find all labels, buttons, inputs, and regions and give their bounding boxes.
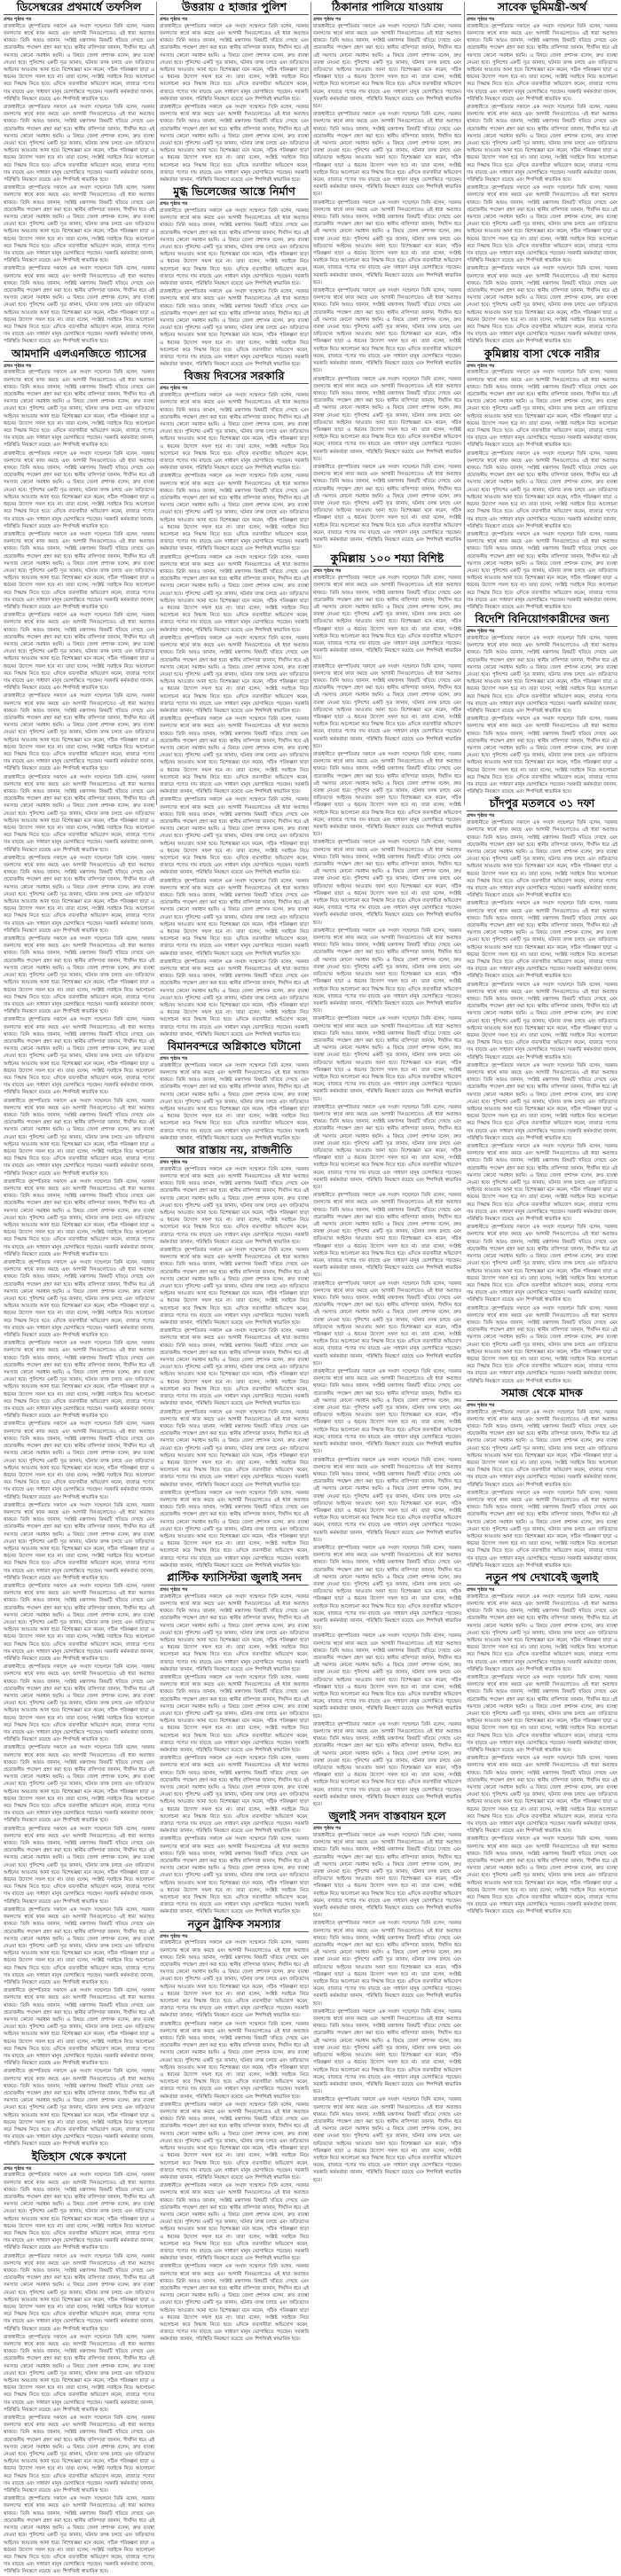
news-story — [160, 1, 309, 184]
news-story — [160, 1571, 309, 1916]
news-story — [160, 1918, 309, 2344]
story-body-paragraph: রাজধানীতে বৃহস্পতিবার সকালে এক সংবাদ সম্মেলনে তিনি বলেন, সরকার জনগণের স্বার্থে কাজ করছে এবং আগামী দিনগুলোতেও এই ধারা অব্যাহত থাকবে। তিনি আরও জানান, সংশ্লিষ্ট মন্ত্রণালয় বিষয়টি খতিয়ে দেখছে এবং প্রয়োজনীয় পদক্ষেপ গ্রহণ করা হবে। স্থানীয় বাসিন্দারা জানান, দীর্ঘদিন ধরে এই সমস্যার কোনো সমাধান হয়নি। এ বিষয়ে জেলা প্রশাসক বলেন, দ্রুত ব্যবস্থা নেওয়া হবে। পুলিশের একটি সূত্র জানায়, ঘটনার তদন্ত চলছে এবং জড়িতদের আইনের আওতায় আনা হবে। বিশেষজ্ঞরা মনে করেন, সঠিক পরিকল্পনা ছাড়া এ ধরনের উদ্যোগ সফল হবে না। তারা বলেন, সংশ্লিষ্ট সবাইকে নিয়ে আলোচনা করে সিদ্ধান্ত নিতে হবে। এদিকে ব্যবসায়ীরা অভিযোগ করেন, বাজারে পণ্যের দাম বাড়ছে এবং সাধারণ মানুষ ভোগান্তিতে পড়ছেন। সরকারি কর্মকর্তারা জানান, পরিস্থিতি নিয়ন্ত্রণে রয়েছে এবং শিগগিরই স্বাভাবিক হবে। — [467, 23, 617, 102]
story-body-paragraph: রাজধানীতে বৃহস্পতিবার সকালে এক সংবাদ সম্মেলনে তিনি বলেন, সরকার জনগণের স্বার্থে কাজ করছে এবং আগামী দিনগুলোতেও এই ধারা অব্যাহত থাকবে। তিনি আরও জানান, সংশ্লিষ্ট মন্ত্রণালয় বিষয়টি খতিয়ে দেখছে এবং প্রয়োজনীয় পদক্ষেপ গ্রহণ করা হবে। স্থানীয় বাসিন্দারা জানান, দীর্ঘদিন ধরে এই সমস্যার কোনো সমাধান হয়নি। এ বিষয়ে জেলা প্রশাসক বলেন, দ্রুত ব্যবস্থা নেওয়া হবে। পুলিশের একটি সূত্র জানায়, ঘটনার তদন্ত চলছে এবং জড়িতদের আইনের আওতায় আনা হবে। বিশেষজ্ঞরা মনে করেন, সঠিক পরিকল্পনা ছাড়া এ ধরনের উদ্যোগ সফল হবে না। তারা বলেন, সংশ্লিষ্ট সবাইকে নিয়ে আলোচনা করে সিদ্ধান্ত নিতে হবে। এদিকে ব্যবসায়ীরা অভিযোগ করেন, বাজারে পণ্যের দাম বাড়ছে এবং সাধারণ মানুষ ভোগান্তিতে পড়ছেন। সরকারি কর্মকর্তারা জানান, পরিস্থিতি নিয়ন্ত্রণে রয়েছে এবং শিগগিরই স্বাভাবিক হবে। — [4, 774, 154, 853]
story-body-paragraph: রাজধানীতে বৃহস্পতিবার সকালে এক সংবাদ সম্মেলনে তিনি বলেন, সরকার জনগণের স্বার্থে কাজ করছে এবং আগামী দিনগুলোতেও এই ধারা অব্যাহত থাকবে। তিনি আরও জানান, সংশ্লিষ্ট মন্ত্রণালয় বিষয়টি খতিয়ে দেখছে এবং প্রয়োজনীয় পদক্ষেপ গ্রহণ করা হবে। স্থানীয় বাসিন্দারা জানান, দীর্ঘদিন ধরে এই সমস্যার কোনো সমাধান হয়নি। এ বিষয়ে জেলা প্রশাসক বলেন, দ্রুত ব্যবস্থা নেওয়া হবে। পুলিশের একটি সূত্র জানায়, ঘটনার তদন্ত চলছে এবং জড়িতদের আইনের আওতায় আনা হবে। বিশেষজ্ঞরা মনে করেন, সঠিক পরিকল্পনা ছাড়া এ ধরনের উদ্যোগ সফল হবে না। তারা বলেন, সংশ্লিষ্ট সবাইকে নিয়ে আলোচনা করে সিদ্ধান্ত নিতে হবে। এদিকে ব্যবসায়ীরা অভিযোগ করেন, বাজারে পণ্যের দাম বাড়ছে এবং সাধারণ মানুষ ভোগান্তিতে পড়ছেন। সরকারি কর্মকর্তারা জানান, পরিস্থিতি নিয়ন্ত্রণে রয়েছে এবং শিগগিরই স্বাভাবিক হবে। — [160, 1328, 309, 1407]
continued-kicker: প্রথম পৃষ্ঠার পর — [160, 201, 188, 207]
continued-kicker: প্রথম পৃষ্ঠার পর — [160, 1586, 188, 1593]
news-story — [467, 797, 617, 1384]
continued-kicker: প্রথম পৃষ্ঠার পর — [467, 629, 495, 635]
continued-kicker: প্রথম পৃষ্ঠার পর — [4, 2165, 32, 2172]
news-story — [160, 1144, 309, 1570]
headline-rule — [467, 361, 617, 362]
story-body-paragraph: রাজধানীতে বৃহস্পতিবার সকালে এক সংবাদ সম্মেলনে তিনি বলেন, সরকার জনগণের স্বার্থে কাজ করছে এবং আগামী দিনগুলোতেও এই ধারা অব্যাহত থাকবে। তিনি আরও জানান, সংশ্লিষ্ট মন্ত্রণালয় বিষয়টি খতিয়ে দেখছে এবং প্রয়োজনীয় পদক্ষেপ গ্রহণ করা হবে। স্থানীয় বাসিন্দারা জানান, দীর্ঘদিন ধরে এই সমস্যার কোনো সমাধান হয়নি। এ বিষয়ে জেলা প্রশাসক বলেন, দ্রুত ব্যবস্থা নেওয়া হবে। পুলিশের একটি সূত্র জানায়, ঘটনার তদন্ত চলছে এবং জড়িতদের আইনের আওতায় আনা হবে। বিশেষজ্ঞরা মনে করেন, সঠিক পরিকল্পনা ছাড়া এ ধরনের উদ্যোগ সফল হবে না। তারা বলেন, সংশ্লিষ্ট সবাইকে নিয়ে আলোচনা করে সিদ্ধান্ত নিতে হবে। এদিকে ব্যবসায়ীরা অভিযোগ করেন, বাজারে পণ্যের দাম বাড়ছে এবং সাধারণ মানুষ ভোগান্তিতে পড়ছেন। সরকারি কর্মকর্তারা জানান, পরিস্থিতি নিয়ন্ত্রণে রয়েছে এবং শিগগিরই স্বাভাবিক হবে। — [467, 820, 617, 899]
story-headline: ডিসেম্বরের প্রথমার্ধে তফসিল — [16, 0, 142, 13]
story-headline: বিদেশি বিনিয়োগকারীদের জন্য — [475, 612, 609, 626]
story-body-paragraph: রাজধানীতে বৃহস্পতিবার সকালে এক সংবাদ সম্মেলনে তিনি বলেন, সরকার জনগণের স্বার্থে কাজ করছে এবং আগামী দিনগুলোতেও এই ধারা অব্যাহত থাকবে। তিনি আরও জানান, সংশ্লিষ্ট মন্ত্রণালয় বিষয়টি খতিয়ে দেখছে এবং প্রয়োজনীয় পদক্ষেপ গ্রহণ করা হবে। স্থানীয় বাসিন্দারা জানান, দীর্ঘদিন ধরে এই সমস্যার কোনো সমাধান হয়নি। এ বিষয়ে জেলা প্রশাসক বলেন, দ্রুত ব্যবস্থা নেওয়া হবে। পুলিশের একটি সূত্র জানায়, ঘটনার তদন্ত চলছে এবং জড়িতদের আইনের আওতায় আনা হবে। বিশেষজ্ঞরা মনে করেন, সঠিক পরিকল্পনা ছাড়া এ ধরনের উদ্যোগ সফল হবে না। তারা বলেন, সংশ্লিষ্ট সবাইকে নিয়ে আলোচনা করে সিদ্ধান্ত নিতে হবে। এদিকে ব্যবসায়ীরা অভিযোগ করেন, বাজারে পণ্যের দাম বাড়ছে এবং সাধারণ মানুষ ভোগান্তিতে পড়ছেন। সরকারি কর্মকর্তারা জানান, পরিস্থিতি নিয়ন্ত্রণে রয়েছে এবং শিগগিরই স্বাভাবিক হবে। — [313, 1921, 461, 2007]
story-body-paragraph: রাজধানীতে বৃহস্পতিবার সকালে এক সংবাদ সম্মেলনে তিনি বলেন, সরকার জনগণের স্বার্থে কাজ করছে এবং আগামী দিনগুলোতেও এই ধারা অব্যাহত থাকবে। তিনি আরও জানান, সংশ্লিষ্ট মন্ত্রণালয় বিষয়টি খতিয়ে দেখছে এবং প্রয়োজনীয় পদক্ষেপ গ্রহণ করা হবে। স্থানীয় বাসিন্দারা জানান, দীর্ঘদিন ধরে এই সমস্যার কোনো সমাধান হয়নি। এ বিষয়ে জেলা প্রশাসক বলেন, দ্রুত ব্যবস্থা নেওয়া হবে। পুলিশের একটি সূত্র জানায়, ঘটনার তদন্ত চলছে এবং জড়িতদের আইনের আওতায় আনা হবে। বিশেষজ্ঞরা মনে করেন, সঠিক পরিকল্পনা ছাড়া এ ধরনের উদ্যোগ সফল হবে না। তারা বলেন, সংশ্লিষ্ট সবাইকে নিয়ে আলোচনা করে সিদ্ধান্ত নিতে হবে। এদিকে ব্যবসায়ীরা অভিযোগ করেন, বাজারে পণ্যের দাম বাড়ছে এবং সাধারণ মানুষ ভোগান্তিতে পড়ছেন। সরকারি কর্মকর্তারা জানান, পরিস্থিতি নিয়ন্ত্রণে রয়েছে এবং শিগগিরই স্বাভাবিক হবে। — [160, 2183, 309, 2262]
story-body-paragraph: রাজধানীতে বৃহস্পতিবার সকালে এক সংবাদ সম্মেলনে তিনি বলেন, সরকার জনগণের স্বার্থে কাজ করছে এবং আগামী দিনগুলোতেও এই ধারা অব্যাহত থাকবে। তিনি আরও জানান, সংশ্লিষ্ট মন্ত্রণালয় বিষয়টি খতিয়ে দেখছে এবং প্রয়োজনীয় পদক্ষেপ গ্রহণ করা হবে। স্থানীয় বাসিন্দারা জানান, দীর্ঘদিন ধরে এই সমস্যার কোনো সমাধান হয়নি। এ বিষয়ে জেলা প্রশাসক বলেন, দ্রুত ব্যবস্থা নেওয়া হবে। পুলিশের একটি সূত্র জানায়, ঘটনার তদন্ত চলছে এবং জড়িতদের আইনের আওতায় আনা হবে। বিশেষজ্ঞরা মনে করেন, সঠিক পরিকল্পনা ছাড়া এ ধরনের উদ্যোগ সফল হবে না। তারা বলেন, সংশ্লিষ্ট সবাইকে নিয়ে আলোচনা করে সিদ্ধান্ত নিতে হবে। এদিকে ব্যবসায়ীরা অভিযোগ করেন, বাজারে পণ্যের দাম বাড়ছে এবং সাধারণ মানুষ ভোগান্তিতে পড়ছেন। সরকারি কর্মকর্তারা জানান, পরিস্থিতি নিয়ন্ত্রণে রয়েছে এবং শিগগিরই স্বাভাবিক হবে। — [160, 959, 309, 1037]
story-body-paragraph: রাজধানীতে বৃহস্পতিবার সকালে এক সংবাদ সম্মেলনে তিনি বলেন, সরকার জনগণের স্বার্থে কাজ করছে এবং আগামী দিনগুলোতেও এই ধারা অব্যাহত থাকবে। তিনি আরও জানান, সংশ্লিষ্ট মন্ত্রণালয় বিষয়টি খতিয়ে দেখছে এবং প্রয়োজনীয় পদক্ষেপ গ্রহণ করা হবে। স্থানীয় বাসিন্দারা জানান, দীর্ঘদিন ধরে এই সমস্যার কোনো সমাধান হয়নি। এ বিষয়ে জেলা প্রশাসক বলেন, দ্রুত ব্যবস্থা নেওয়া হবে। পুলিশের একটি সূত্র জানায়, ঘটনার তদন্ত চলছে এবং জড়িতদের আইনের আওতায় আনা হবে। বিশেষজ্ঞরা মনে করেন, সঠিক পরিকল্পনা ছাড়া এ ধরনের উদ্যোগ সফল হবে না। তারা বলেন, সংশ্লিষ্ট সবাইকে নিয়ে আলোচনা করে সিদ্ধান্ত নিতে হবে। এদিকে ব্যবসায়ীরা অভিযোগ করেন, বাজারে পণ্যের দাম বাড়ছে এবং সাধারণ মানুষ ভোগান্তিতে পড়ছেন। সরকারি কর্মকর্তারা জানান, পরিস্থিতি নিয়ন্ত্রণে রয়েছে এবং শিগগিরই স্বাভাবিক হবে। — [467, 1836, 617, 1915]
headline-rule — [160, 14, 309, 15]
news-story — [4, 1, 154, 346]
story-body-paragraph: রাজধানীতে বৃহস্পতিবার সকালে এক সংবাদ সম্মেলনে তিনি বলেন, সরকার জনগণের স্বার্থে কাজ করছে এবং আগামী দিনগুলোতেও এই ধারা অব্যাহত থাকবে। তিনি আরও জানান, সংশ্লিষ্ট মন্ত্রণালয় বিষয়টি খতিয়ে দেখছে এবং প্রয়োজনীয় পদক্ষেপ গ্রহণ করা হবে। স্থানীয় বাসিন্দারা জানান, দীর্ঘদিন ধরে এই সমস্যার কোনো সমাধান হয়নি। এ বিষয়ে জেলা প্রশাসক বলেন, দ্রুত ব্যবস্থা নেওয়া হবে। পুলিশের একটি সূত্র জানায়, ঘটনার তদন্ত চলছে এবং জড়িতদের আইনের আওতায় আনা হবে। বিশেষজ্ঞরা মনে করেন, সঠিক পরিকল্পনা ছাড়া এ ধরনের উদ্যোগ সফল হবে না। তারা বলেন, সংশ্লিষ্ট সবাইকে নিয়ে আলোচনা করে সিদ্ধান্ত নিতে হবে। এদিকে ব্যবসায়ীরা অভিযোগ করেন, বাজারে পণ্যের দাম বাড়ছে এবং সাধারণ মানুষ ভোগান্তিতে পড়ছেন। সরকারি কর্মকর্তারা জানান, পরিস্থিতি নিয়ন্ত্রণে রয়েছে এবং শিগগিরই স্বাভাবিক হবে। — [160, 2021, 309, 2100]
story-body-paragraph: রাজধানীতে বৃহস্পতিবার সকালে এক সংবাদ সম্মেলনে তিনি বলেন, সরকার জনগণের স্বার্থে কাজ করছে এবং আগামী দিনগুলোতেও এই ধারা অব্যাহত থাকবে। তিনি আরও জানান, সংশ্লিষ্ট মন্ত্রণালয় বিষয়টি খতিয়ে দেখছে এবং প্রয়োজনীয় পদক্ষেপ গ্রহণ করা হবে। স্থানীয় বাসিন্দারা জানান, দীর্ঘদিন ধরে এই সমস্যার কোনো সমাধান হয়নি। এ বিষয়ে জেলা প্রশাসক বলেন, দ্রুত ব্যবস্থা নেওয়া হবে। পুলিশের একটি সূত্র জানায়, ঘটনার তদন্ত চলছে এবং জড়িতদের আইনের আওতায় আনা হবে। বিশেষজ্ঞরা মনে করেন, সঠিক পরিকল্পনা ছাড়া এ ধরনের উদ্যোগ সফল হবে না। তারা বলেন, সংশ্লিষ্ট সবাইকে নিয়ে আলোচনা করে সিদ্ধান্ত নিতে হবে। এদিকে ব্যবসায়ীরা অভিযোগ করেন, বাজারে পণ্যের দাম বাড়ছে এবং সাধারণ মানুষ ভোগান্তিতে পড়ছেন। সরকারি কর্মকর্তারা জানান, পরিস্থিতি নিয়ন্ত্রণে রয়েছে এবং শিগগিরই স্বাভাবিক হবে। — [313, 575, 461, 662]
continued-kicker: প্রথম পৃষ্ঠার পর — [313, 568, 342, 575]
story-body-paragraph: রাজধানীতে বৃহস্পতিবার সকালে এক সংবাদ সম্মেলনে তিনি বলেন, সরকার জনগণের স্বার্থে কাজ করছে এবং আগামী দিনগুলোতেও এই ধারা অব্যাহত থাকবে। তিনি আরও জানান, সংশ্লিষ্ট মন্ত্রণালয় বিষয়টি খতিয়ে দেখছে এবং প্রয়োজনীয় পদক্ষেপ গ্রহণ করা হবে। স্থানীয় বাসিন্দারা জানান, দীর্ঘদিন ধরে এই সমস্যার কোনো সমাধান হয়নি। এ বিষয়ে জেলা প্রশাসক বলেন, দ্রুত ব্যবস্থা নেওয়া হবে। পুলিশের একটি সূত্র জানায়, ঘটনার তদন্ত চলছে এবং জড়িতদের আইনের আওতায় আনা হবে। বিশেষজ্ঞরা মনে করেন, সঠিক পরিকল্পনা ছাড়া এ ধরনের উদ্যোগ সফল হবে না। তারা বলেন, সংশ্লিষ্ট সবাইকে নিয়ে আলোচনা করে সিদ্ধান্ত নিতে হবে। এদিকে ব্যবসায়ীরা অভিযোগ করেন, বাজারে পণ্যের দাম বাড়ছে এবং সাধারণ মানুষ ভোগান্তিতে পড়ছেন। সরকারি কর্মকর্তারা জানান, পরিস্থিতি নিয়ন্ত্রণে রয়েছে এবং শিগগিরই স্বাভাবিক হবে। — [313, 1280, 461, 1366]
continued-kicker: প্রথম পৃষ্ঠার পর — [467, 813, 495, 819]
story-body-paragraph: রাজধানীতে বৃহস্পতিবার সকালে এক সংবাদ সম্মেলনে তিনি বলেন, সরকার জনগণের স্বার্থে কাজ করছে এবং আগামী দিনগুলোতেও এই ধারা অব্যাহত থাকবে। তিনি আরও জানান, সংশ্লিষ্ট মন্ত্রণালয় বিষয়টি খতিয়ে দেখছে এবং প্রয়োজনীয় পদক্ষেপ গ্রহণ করা হবে। স্থানীয় বাসিন্দারা জানান, দীর্ঘদিন ধরে এই সমস্যার কোনো সমাধান হয়নি। এ বিষয়ে জেলা প্রশাসক বলেন, দ্রুত ব্যবস্থা নেওয়া হবে। পুলিশের একটি সূত্র জানায়, ঘটনার তদন্ত চলছে এবং জড়িতদের আইনের আওতায় আনা হবে। বিশেষজ্ঞরা মনে করেন, সঠিক পরিকল্পনা ছাড়া এ ধরনের উদ্যোগ সফল হবে না। তারা বলেন, সংশ্লিষ্ট সবাইকে নিয়ে আলোচনা করে সিদ্ধান্ত নিতে হবে। এদিকে ব্যবসায়ীরা অভিযোগ করেন, বাজারে পণ্যের দাম বাড়ছে এবং সাধারণ মানুষ ভোগান্তিতে পড়ছেন। সরকারি কর্মকর্তারা জানান, পরিস্থিতি নিয়ন্ত্রণে রয়েছে এবং শিগগিরই স্বাভাবিক হবে। — [467, 531, 617, 610]
story-body-paragraph: রাজধানীতে বৃহস্পতিবার সকালে এক সংবাদ সম্মেলনে তিনি বলেন, সরকার জনগণের স্বার্থে কাজ করছে এবং আগামী দিনগুলোতেও এই ধারা অব্যাহত থাকবে। তিনি আরও জানান, সংশ্লিষ্ট মন্ত্রণালয় বিষয়টি খতিয়ে দেখছে এবং প্রয়োজনীয় পদক্ষেপ গ্রহণ করা হবে। স্থানীয় বাসিন্দারা জানান, দীর্ঘদিন ধরে এই সমস্যার কোনো সমাধান হয়নি। এ বিষয়ে জেলা প্রশাসক বলেন, দ্রুত ব্যবস্থা নেওয়া হবে। পুলিশের একটি সূত্র জানায়, ঘটনার তদন্ত চলছে এবং জড়িতদের আইনের আওতায় আনা হবে। বিশেষজ্ঞরা মনে করেন, সঠিক পরিকল্পনা ছাড়া এ ধরনের উদ্যোগ সফল হবে না। তারা বলেন, সংশ্লিষ্ট সবাইকে নিয়ে আলোচনা করে সিদ্ধান্ত নিতে হবে। এদিকে ব্যবসায়ীরা অভিযোগ করেন, বাজারে পণ্যের দাম বাড়ছে এবং সাধারণ মানুষ ভোগান্তিতে পড়ছেন। সরকারি কর্মকর্তারা জানান, পরিস্থিতি নিয়ন্ত্রণে রয়েছে এবং শিগগিরই স্বাভাবিক হবে। — [4, 1178, 154, 1257]
headline-rule — [313, 14, 461, 15]
continued-kicker: প্রথম পৃষ্ঠার পর — [4, 17, 32, 22]
story-body-paragraph: রাজধানীতে বৃহস্পতিবার সকালে এক সংবাদ সম্মেলনে তিনি বলেন, সরকার জনগণের স্বার্থে কাজ করছে এবং আগামী দিনগুলোতেও এই ধারা অব্যাহত থাকবে। তিনি আরও জানান, সংশ্লিষ্ট মন্ত্রণালয় বিষয়টি খতিয়ে দেখছে এবং প্রয়োজনীয় পদক্ষেপ গ্রহণ করা হবে। স্থানীয় বাসিন্দারা জানান, দীর্ঘদিন ধরে এই সমস্যার কোনো সমাধান হয়নি। এ বিষয়ে জেলা প্রশাসক বলেন, দ্রুত ব্যবস্থা নেওয়া হবে। পুলিশের একটি সূত্র জানায়, ঘটনার তদন্ত চলছে এবং জড়িতদের আইনের আওতায় আনা হবে। বিশেষজ্ঞরা মনে করেন, সঠিক পরিকল্পনা ছাড়া এ ধরনের উদ্যোগ সফল হবে না। তারা বলেন, সংশ্লিষ্ট সবাইকে নিয়ে আলোচনা করে সিদ্ধান্ত নিতে হবে। এদিকে ব্যবসায়ীরা অভিযোগ করেন, বাজারে পণ্যের দাম বাড়ছে এবং সাধারণ মানুষ ভোগান্তিতে পড়ছেন। সরকারি কর্মকর্তারা জানান, পরিস্থিতি নিয়ন্ত্রণে রয়েছে এবং শিগগিরই স্বাভাবিক হবে। — [467, 185, 617, 264]
news-story — [160, 1040, 309, 1142]
story-body-paragraph: রাজধানীতে বৃহস্পতিবার সকালে এক সংবাদ সম্মেলনে তিনি বলেন, সরকার জনগণের স্বার্থে কাজ করছে এবং আগামী দিনগুলোতেও এই ধারা অব্যাহত থাকবে। তিনি আরও জানান, সংশ্লিষ্ট মন্ত্রণালয় বিষয়টি খতিয়ে দেখছে এবং প্রয়োজনীয় পদক্ষেপ গ্রহণ করা হবে। স্থানীয় বাসিন্দারা জানান, দীর্ঘদিন ধরে এই সমস্যার কোনো সমাধান হয়নি। এ বিষয়ে জেলা প্রশাসক বলেন, দ্রুত ব্যবস্থা নেওয়া হবে। পুলিশের একটি সূত্র জানায়, ঘটনার তদন্ত চলছে এবং জড়িতদের আইনের আওতায় আনা হবে। বিশেষজ্ঞরা মনে করেন, সঠিক পরিকল্পনা ছাড়া এ ধরনের উদ্যোগ সফল হবে না। তারা বলেন, সংশ্লিষ্ট সবাইকে নিয়ে আলোচনা করে সিদ্ধান্ত নিতে হবে। এদিকে ব্যবসায়ীরা অভিযোগ করেন, বাজারে পণ্যের দাম বাড়ছে এবং সাধারণ মানুষ ভোগান্তিতে পড়ছেন। সরকারি কর্মকর্তারা জানান, পরিস্থিতি নিয়ন্ত্রণে রয়েছে এবং শিগগিরই স্বাভাবিক হবে। — [467, 901, 617, 980]
headline-rule — [160, 1585, 309, 1586]
story-body-paragraph: রাজধানীতে বৃহস্পতিবার সকালে এক সংবাদ সম্মেলনে তিনি বলেন, সরকার জনগণের স্বার্থে কাজ করছে এবং আগামী দিনগুলোতেও এই ধারা অব্যাহত থাকবে। তিনি আরও জানান, সংশ্লিষ্ট মন্ত্রণালয় বিষয়টি খতিয়ে দেখছে এবং প্রয়োজনীয় পদক্ষেপ গ্রহণ করা হবে। স্থানীয় বাসিন্দারা জানান, দীর্ঘদিন ধরে এই সমস্যার কোনো সমাধান হয়নি। এ বিষয়ে জেলা প্রশাসক বলেন, দ্রুত ব্যবস্থা নেওয়া হবে। পুলিশের একটি সূত্র জানায়, ঘটনার তদন্ত চলছে এবং জড়িতদের আইনের আওতায় আনা হবে। বিশেষজ্ঞরা মনে করেন, সঠিক পরিকল্পনা ছাড়া এ ধরনের উদ্যোগ সফল হবে না। তারা বলেন, সংশ্লিষ্ট সবাইকে নিয়ে আলোচনা করে সিদ্ধান্ত নিতে হবে। এদিকে ব্যবসায়ীরা অভিযোগ করেন, বাজারে পণ্যের দাম বাড়ছে এবং সাধারণ মানুষ ভোগান্তিতে পড়ছেন। সরকারি কর্মকর্তারা জানান, পরিস্থিতি নিয়ন্ত্রণে রয়েছে এবং শিগগিরই স্বাভাবিক হবে। — [313, 1193, 461, 1279]
story-body-paragraph: রাজধানীতে বৃহস্পতিবার সকালে এক সংবাদ সম্মেলনে তিনি বলেন, সরকার জনগণের স্বার্থে কাজ করছে এবং আগামী দিনগুলোতেও এই ধারা অব্যাহত থাকবে। তিনি আরও জানান, সংশ্লিষ্ট মন্ত্রণালয় বিষয়টি খতিয়ে দেখছে এবং প্রয়োজনীয় পদক্ষেপ গ্রহণ করা হবে। স্থানীয় বাসিন্দারা জানান, দীর্ঘদিন ধরে এই সমস্যার কোনো সমাধান হয়নি। এ বিষয়ে জেলা প্রশাসক বলেন, দ্রুত ব্যবস্থা নেওয়া হবে। পুলিশের একটি সূত্র জানায়, ঘটনার তদন্ত চলছে এবং জড়িতদের আইনের আওতায় আনা হবে। বিশেষজ্ঞরা মনে করেন, সঠিক পরিকল্পনা ছাড়া এ ধরনের উদ্যোগ সফল হবে না। তারা বলেন, সংশ্লিষ্ট সবাইকে নিয়ে আলোচনা করে সিদ্ধান্ত নিতে হবে। এদিকে ব্যবসায়ীরা অভিযোগ করেন, বাজারে পণ্যের দাম বাড়ছে এবং সাধারণ মানুষ ভোগান্তিতে পড়ছেন। সরকারি কর্মকর্তারা জানান, পরিস্থিতি নিয়ন্ত্রণে রয়েছে এবং শিগগিরই স্বাভাবিক হবে। — [313, 112, 461, 198]
headline-rule — [4, 14, 154, 15]
story-body-paragraph: রাজধানীতে বৃহস্পতিবার সকালে এক সংবাদ সম্মেলনে তিনি বলেন, সরকার জনগণের স্বার্থে কাজ করছে এবং আগামী দিনগুলোতেও এই ধারা অব্যাহত থাকবে। তিনি আরও জানান, সংশ্লিষ্ট মন্ত্রণালয় বিষয়টি খতিয়ে দেখছে এবং প্রয়োজনীয় পদক্ষেপ গ্রহণ করা হবে। স্থানীয় বাসিন্দারা জানান, দীর্ঘদিন ধরে এই সমস্যার কোনো সমাধান হয়নি। এ বিষয়ে জেলা প্রশাসক বলেন, দ্রুত ব্যবস্থা নেওয়া হবে। পুলিশের একটি সূত্র জানায়, ঘটনার তদন্ত চলছে এবং জড়িতদের আইনের আওতায় আনা হবে। বিশেষজ্ঞরা মনে করেন, সঠিক পরিকল্পনা ছাড়া এ ধরনের উদ্যোগ সফল হবে না। তারা বলেন, সংশ্লিষ্ট সবাইকে নিয়ে আলোচনা করে সিদ্ধান্ত নিতে হবে। এদিকে ব্যবসায়ীরা অভিযোগ করেন, বাজারে পণ্যের দাম বাড়ছে এবং সাধারণ মানুষ ভোগান্তিতে পড়ছেন। সরকারি কর্মকর্তারা জানান, পরিস্থিতি নিয়ন্ত্রণে রয়েছে এবং শিগগিরই স্বাভাবিক হবে। — [467, 370, 617, 449]
story-body-paragraph: রাজধানীতে বৃহস্পতিবার সকালে এক সংবাদ সম্মেলনে তিনি বলেন, সরকার জনগণের স্বার্থে কাজ করছে এবং আগামী দিনগুলোতেও এই ধারা অব্যাহত থাকবে। তিনি আরও জানান, সংশ্লিষ্ট মন্ত্রণালয় বিষয়টি খতিয়ে দেখছে এবং প্রয়োজনীয় পদক্ষেপ গ্রহণ করা হবে। স্থানীয় বাসিন্দারা জানান, দীর্ঘদিন ধরে এই সমস্যার কোনো সমাধান হয়নি। এ বিষয়ে জেলা প্রশাসক বলেন, দ্রুত ব্যবস্থা নেওয়া হবে। পুলিশের একটি সূত্র জানায়, ঘটনার তদন্ত চলছে এবং জড়িতদের আইনের আওতায় আনা হবে। বিশেষজ্ঞরা মনে করেন, সঠিক পরিকল্পনা ছাড়া এ ধরনের উদ্যোগ সফল হবে না। তারা বলেন, সংশ্লিষ্ট সবাইকে নিয়ে আলোচনা করে সিদ্ধান্ত নিতে হবে। এদিকে ব্যবসায়ীরা অভিযোগ করেন, বাজারে পণ্যের দাম বাড়ছে এবং সাধারণ মানুষ ভোগান্তিতে পড়ছেন। সরকারি কর্মকর্তারা জানান, পরিস্থিতি নিয়ন্ত্রণে রয়েছে এবং শিগগিরই স্বাভাবিক হবে। — [160, 1490, 309, 1569]
story-body-paragraph: রাজধানীতে বৃহস্পতিবার সকালে এক সংবাদ সম্মেলনে তিনি বলেন, সরকার জনগণের স্বার্থে কাজ করছে এবং আগামী দিনগুলোতেও এই ধারা অব্যাহত থাকবে। তিনি আরও জানান, সংশ্লিষ্ট মন্ত্রণালয় বিষয়টি খতিয়ে দেখছে এবং প্রয়োজনীয় পদক্ষেপ গ্রহণ করা হবে। স্থানীয় বাসিন্দারা জানান, দীর্ঘদিন ধরে এই সমস্যার কোনো সমাধান হয়নি। এ বিষয়ে জেলা প্রশাসক বলেন, দ্রুত ব্যবস্থা নেওয়া হবে। পুলিশের একটি সূত্র জানায়, ঘটনার তদন্ত চলছে এবং জড়িতদের আইনের আওতায় আনা হবে। বিশেষজ্ঞরা মনে করেন, সঠিক পরিকল্পনা ছাড়া এ ধরনের উদ্যোগ সফল হবে না। তারা বলেন, সংশ্লিষ্ট সবাইকে নিয়ে আলোচনা করে সিদ্ধান্ত নিতে হবে। এদিকে ব্যবসায়ীরা অভিযোগ করেন, বাজারে পণ্যের দাম বাড়ছে এবং সাধারণ মানুষ ভোগান্তিতে পড়ছেন। সরকারি কর্মকর্তারা জানান, পরিস্থিতি নিয়ন্ত্রণে রয়েছে এবং শিগগিরই স্বাভাবিক হবে। — [4, 104, 154, 184]
news-story — [313, 1810, 461, 2184]
story-body-paragraph: রাজধানীতে বৃহস্পতিবার সকালে এক সংবাদ সম্মেলনে তিনি বলেন, সরকার জনগণের স্বার্থে কাজ করছে এবং আগামী দিনগুলোতেও এই ধারা অব্যাহত থাকবে। তিনি আরও জানান, সংশ্লিষ্ট মন্ত্রণালয় বিষয়টি খতিয়ে দেখছে এবং প্রয়োজনীয় পদক্ষেপ গ্রহণ করা হবে। স্থানীয় বাসিন্দারা জানান, দীর্ঘদিন ধরে এই সমস্যার কোনো সমাধান হয়নি। এ বিষয়ে জেলা প্রশাসক বলেন, দ্রুত ব্যবস্থা নেওয়া হবে। পুলিশের একটি সূত্র জানায়, ঘটনার তদন্ত চলছে এবং জড়িতদের আইনের আওতায় আনা হবে। বিশেষজ্ঞরা মনে করেন, সঠিক পরিকল্পনা ছাড়া এ ধরনের উদ্যোগ সফল হবে না। তারা বলেন, সংশ্লিষ্ট সবাইকে নিয়ে আলোচনা করে সিদ্ধান্ত নিতে হবে। এদিকে ব্যবসায়ীরা অভিযোগ করেন, বাজারে পণ্যের দাম বাড়ছে এবং সাধারণ মানুষ ভোগান্তিতে পড়ছেন। সরকারি কর্মকর্তারা জানান, পরিস্থিতি নিয়ন্ত্রণে রয়েছে এবং শিগগিরই স্বাভাবিক হবে। — [160, 1409, 309, 1488]
story-body-paragraph: রাজধানীতে বৃহস্পতিবার সকালে এক সংবাদ সম্মেলনে তিনি বলেন, সরকার জনগণের স্বার্থে কাজ করছে এবং আগামী দিনগুলোতেও এই ধারা অব্যাহত থাকবে। তিনি আরও জানান, সংশ্লিষ্ট মন্ত্রণালয় বিষয়টি খতিয়ে দেখছে এবং প্রয়োজনীয় পদক্ষেপ গ্রহণ করা হবে। স্থানীয় বাসিন্দারা জানান, দীর্ঘদিন ধরে এই সমস্যার কোনো সমাধান হয়নি। এ বিষয়ে জেলা প্রশাসক বলেন, দ্রুত ব্যবস্থা নেওয়া হবে। পুলিশের একটি সূত্র জানায়, ঘটনার তদন্ত চলছে এবং জড়িতদের আইনের আওতায় আনা হবে। বিশেষজ্ঞরা মনে করেন, সঠিক পরিকল্পনা ছাড়া এ ধরনের উদ্যোগ সফল হবে না। তারা বলেন, সংশ্লিষ্ট সবাইকে নিয়ে আলোচনা করে সিদ্ধান্ত নিতে হবে। এদিকে ব্যবসায়ীরা অভিযোগ করেন, বাজারে পণ্যের দাম বাড়ছে এবং সাধারণ মানুষ ভোগান্তিতে পড়ছেন। সরকারি কর্মকর্তারা জানান, পরিস্থিতি নিয়ন্ত্রণে রয়েছে এবং শিগগিরই স্বাভাবিক হবে। — [160, 2264, 309, 2343]
story-body-paragraph: রাজধানীতে বৃহস্পতিবার সকালে এক সংবাদ সম্মেলনে তিনি বলেন, সরকার জনগণের স্বার্থে কাজ করছে এবং আগামী দিনগুলোতেও এই ধারা অব্যাহত থাকবে। তিনি আরও জানান, সংশ্লিষ্ট মন্ত্রণালয় বিষয়টি খতিয়ে দেখছে এবং প্রয়োজনীয় পদক্ষেপ গ্রহণ করা হবে। স্থানীয় বাসিন্দারা জানান, দীর্ঘদিন ধরে এই সমস্যার কোনো সমাধান হয়নি। এ বিষয়ে জেলা প্রশাসক বলেন, দ্রুত ব্যবস্থা নেওয়া হবে। পুলিশের একটি সূত্র জানায়, ঘটনার তদন্ত চলছে এবং জড়িতদের আইনের আওতায় আনা হবে। বিশেষজ্ঞরা মনে করেন, সঠিক পরিকল্পনা ছাড়া এ ধরনের উদ্যোগ সফল হবে না। তারা বলেন, সংশ্লিষ্ট সবাইকে নিয়ে আলোচনা করে সিদ্ধান্ত নিতে হবে। এদিকে ব্যবসায়ীরা অভিযোগ করেন, বাজারে পণ্যের দাম বাড়ছে এবং সাধারণ মানুষ ভোগান্তিতে পড়ছেন। সরকারি কর্মকর্তারা জানান, পরিস্থিতি নিয়ন্ত্রণে রয়েছে এবং শিগগিরই স্বাভাবিক হবে। — [313, 1369, 461, 1455]
story-body-paragraph: রাজধানীতে বৃহস্পতিবার সকালে এক সংবাদ সম্মেলনে তিনি বলেন, সরকার জনগণের স্বার্থে কাজ করছে এবং আগামী দিনগুলোতেও এই ধারা অব্যাহত থাকবে। তিনি আরও জানান, সংশ্লিষ্ট মন্ত্রণালয় বিষয়টি খতিয়ে দেখছে এবং প্রয়োজনীয় পদক্ষেপ গ্রহণ করা হবে। স্থানীয় বাসিন্দারা জানান, দীর্ঘদিন ধরে এই সমস্যার কোনো সমাধান হয়নি। এ বিষয়ে জেলা প্রশাসক বলেন, দ্রুত ব্যবস্থা নেওয়া হবে। পুলিশের একটি সূত্র জানায়, ঘটনার তদন্ত চলছে এবং জড়িতদের আইনের আওতায় আনা হবে। বিশেষজ্ঞরা মনে করেন, সঠিক পরিকল্পনা ছাড়া এ ধরনের উদ্যোগ সফল হবে না। তারা বলেন, সংশ্লিষ্ট সবাইকে নিয়ে আলোচনা করে সিদ্ধান্ত নিতে হবে। এদিকে ব্যবসায়ীরা অভিযোগ করেন, বাজারে পণ্যের দাম বাড়ছে এবং সাধারণ মানুষ ভোগান্তিতে পড়ছেন। সরকারি কর্মকর্তারা জানান, পরিস্থিতি নিয়ন্ত্রণে রয়েছে এবং শিগগিরই স্বাভাবিক হবে। — [467, 716, 617, 795]
continued-kicker: প্রথম পৃষ্ঠার পর — [467, 17, 495, 22]
story-body-paragraph: রাজধানীতে বৃহস্পতিবার সকালে এক সংবাদ সম্মেলনে তিনি বলেন, সরকার জনগণের স্বার্থে কাজ করছে এবং আগামী দিনগুলোতেও এই ধারা অব্যাহত থাকবে। তিনি আরও জানান, সংশ্লিষ্ট মন্ত্রণালয় বিষয়টি খতিয়ে দেখছে এবং প্রয়োজনীয় পদক্ষেপ গ্রহণ করা হবে। স্থানীয় বাসিন্দারা জানান, দীর্ঘদিন ধরে এই সমস্যার কোনো সমাধান হয়নি। এ বিষয়ে জেলা প্রশাসক বলেন, দ্রুত ব্যবস্থা নেওয়া হবে। পুলিশের একটি সূত্র জানায়, ঘটনার তদন্ত চলছে এবং জড়িতদের আইনের আওতায় আনা হবে। বিশেষজ্ঞরা মনে করেন, সঠিক পরিকল্পনা ছাড়া এ ধরনের উদ্যোগ সফল হবে না। তারা বলেন, সংশ্লিষ্ট সবাইকে নিয়ে আলোচনা করে সিদ্ধান্ত নিতে হবে। এদিকে ব্যবসায়ীরা অভিযোগ করেন, বাজারে পণ্যের দাম বাড়ছে এবং সাধারণ মানুষ ভোগান্তিতে পড়ছেন। সরকারি কর্মকর্তারা জানান, পরিস্থিতি নিয়ন্ত্রণে রয়েছে এবং শিগগিরই স্বাভাবিক হবে। — [160, 104, 309, 184]
story-body-paragraph: রাজধানীতে বৃহস্পতিবার সকালে এক সংবাদ সম্মেলনে তিনি বলেন, সরকার জনগণের স্বার্থে কাজ করছে এবং আগামী দিনগুলোতেও এই ধারা অব্যাহত থাকবে। তিনি আরও জানান, সংশ্লিষ্ট মন্ত্রণালয় বিষয়টি খতিয়ে দেখছে এবং প্রয়োজনীয় পদক্ষেপ গ্রহণ করা হবে। স্থানীয় বাসিন্দারা জানান, দীর্ঘদিন ধরে এই সমস্যার কোনো সমাধান হয়নি। এ বিষয়ে জেলা প্রশাসক বলেন, দ্রুত ব্যবস্থা নেওয়া হবে। পুলিশের একটি সূত্র জানায়, ঘটনার তদন্ত চলছে এবং জড়িতদের আইনের আওতায় আনা হবে। বিশেষজ্ঞরা মনে করেন, সঠিক পরিকল্পনা ছাড়া এ ধরনের উদ্যোগ সফল হবে না। তারা বলেন, সংশ্লিষ্ট সবাইকে নিয়ে আলোচনা করে সিদ্ধান্ত নিতে হবে। এদিকে ব্যবসায়ীরা অভিযোগ করেন, বাজারে পণ্যের দাম বাড়ছে এবং সাধারণ মানুষ ভোগান্তিতে পড়ছেন। সরকারি কর্মকর্তারা জানান, পরিস্থিতি নিয়ন্ত্রণে রয়েছে এবং শিগগিরই স্বাভাবিক হবে। — [160, 1674, 309, 1753]
headline-rule — [467, 1400, 617, 1401]
story-body-paragraph: রাজধানীতে বৃহস্পতিবার সকালে এক সংবাদ সম্মেলনে তিনি বলেন, সরকার জনগণের স্বার্থে কাজ করছে এবং আগামী দিনগুলোতেও এই ধারা অব্যাহত থাকবে। তিনি আরও জানান, সংশ্লিষ্ট মন্ত্রণালয় বিষয়টি খতিয়ে দেখছে এবং প্রয়োজনীয় পদক্ষেপ গ্রহণ করা হবে। স্থানীয় বাসিন্দারা জানান, দীর্ঘদিন ধরে এই সমস্যার কোনো সমাধান হয়নি। এ বিষয়ে জেলা প্রশাসক বলেন, দ্রুত ব্যবস্থা নেওয়া হবে। পুলিশের একটি সূত্র জানায়, ঘটনার তদন্ত চলছে এবং জড়িতদের আইনের আওতায় আনা হবে। বিশেষজ্ঞরা মনে করেন, সঠিক পরিকল্পনা ছাড়া এ ধরনের উদ্যোগ সফল হবে না। তারা বলেন, সংশ্লিষ্ট সবাইকে নিয়ে আলোচনা করে সিদ্ধান্ত নিতে হবে। এদিকে ব্যবসায়ীরা অভিযোগ করেন, বাজারে পণ্যের দাম বাড়ছে এবং সাধারণ মানুষ ভোগান্তিতে পড়ছেন। সরকারি কর্মকর্তারা জানান, পরিস্থিতি নিয়ন্ত্রণে রয়েছে এবং শিগগিরই স্বাভাবিক হবে। — [313, 376, 461, 462]
story-body-paragraph: রাজধানীতে বৃহস্পতিবার সকালে এক সংবাদ সম্মেলনে তিনি বলেন, সরকার জনগণের স্বার্থে কাজ করছে এবং আগামী দিনগুলোতেও এই ধারা অব্যাহত থাকবে। তিনি আরও জানান, সংশ্লিষ্ট মন্ত্রণালয় বিষয়টি খতিয়ে দেখছে এবং প্রয়োজনীয় পদক্ষেপ গ্রহণ করা হবে। স্থানীয় বাসিন্দারা জানান, দীর্ঘদিন ধরে এই সমস্যার কোনো সমাধান হয়নি। এ বিষয়ে জেলা প্রশাসক বলেন, দ্রুত ব্যবস্থা নেওয়া হবে। পুলিশের একটি সূত্র জানায়, ঘটনার তদন্ত চলছে এবং জড়িতদের আইনের আওতায় আনা হবে। বিশেষজ্ঞরা মনে করেন, সঠিক পরিকল্পনা ছাড়া এ ধরনের উদ্যোগ সফল হবে না। তারা বলেন, সংশ্লিষ্ট সবাইকে নিয়ে আলোচনা করে সিদ্ধান্ত নিতে হবে। এদিকে ব্যবসায়ীরা অভিযোগ করেন, বাজারে পণ্যের দাম বাড়ছে এবং সাধারণ মানুষ ভোগান্তিতে পড়ছেন। সরকারি কর্মকর্তারা জানান, পরিস্থিতি নিয়ন্ত্রণে রয়েছে এবং শিগগিরই স্বাভাবিক হবে। — [467, 1593, 617, 1672]
story-body-paragraph: রাজধানীতে বৃহস্পতিবার সকালে এক সংবাদ সম্মেলনে তিনি বলেন, সরকার জনগণের স্বার্থে কাজ করছে এবং আগামী দিনগুলোতেও এই ধারা অব্যাহত থাকবে। তিনি আরও জানান, সংশ্লিষ্ট মন্ত্রণালয় বিষয়টি খতিয়ে দেখছে এবং প্রয়োজনীয় পদক্ষেপ গ্রহণ করা হবে। স্থানীয় বাসিন্দারা জানান, দীর্ঘদিন ধরে এই সমস্যার কোনো সমাধান হয়নি। এ বিষয়ে জেলা প্রশাসক বলেন, দ্রুত ব্যবস্থা নেওয়া হবে। পুলিশের একটি সূত্র জানায়, ঘটনার তদন্ত চলছে এবং জড়িতদের আইনের আওতায় আনা হবে। বিশেষজ্ঞরা মনে করেন, সঠিক পরিকল্পনা ছাড়া এ ধরনের উদ্যোগ সফল হবে না। তারা বলেন, সংশ্লিষ্ট সবাইকে নিয়ে আলোচনা করে সিদ্ধান্ত নিতে হবে। এদিকে ব্যবসায়ীরা অভিযোগ করেন, বাজারে পণ্যের দাম বাড়ছে এবং সাধারণ মানুষ ভোগান্তিতে পড়ছেন। সরকারি কর্মকর্তারা জানান, পরিস্থিতি নিয়ন্ত্রণে রয়েছে এবং শিগগিরই স্বাভাবিক হবে। — [4, 855, 154, 934]
headline-rule — [160, 1931, 309, 1932]
story-body-paragraph: রাজধানীতে বৃহস্পতিবার সকালে এক সংবাদ সম্মেলনে তিনি বলেন, সরকার জনগণের স্বার্থে কাজ করছে এবং আগামী দিনগুলোতেও এই ধারা অব্যাহত থাকবে। তিনি আরও জানান, সংশ্লিষ্ট মন্ত্রণালয় বিষয়টি খতিয়ে দেখছে এবং প্রয়োজনীয় পদক্ষেপ গ্রহণ করা হবে। স্থানীয় বাসিন্দারা জানান, দীর্ঘদিন ধরে এই সমস্যার কোনো সমাধান হয়নি। এ বিষয়ে জেলা প্রশাসক বলেন, দ্রুত ব্যবস্থা নেওয়া হবে। পুলিশের একটি সূত্র জানায়, ঘটনার তদন্ত চলছে এবং জড়িতদের আইনের আওতায় আনা হবে। বিশেষজ্ঞরা মনে করেন, সঠিক পরিকল্পনা ছাড়া এ ধরনের উদ্যোগ সফল হবে না। তারা বলেন, সংশ্লিষ্ট সবাইকে নিয়ে আলোচনা করে সিদ্ধান্ত নিতে হবে। এদিকে ব্যবসায়ীরা অভিযোগ করেন, বাজারে পণ্যের দাম বাড়ছে এবং সাধারণ মানুষ ভোগান্তিতে পড়ছেন। সরকারি কর্মকর্তারা জানান, পরিস্থিতি নিয়ন্ত্রণে রয়েছে এবং শিগগিরই স্বাভাবিক হবে। — [313, 464, 461, 551]
story-body-paragraph: রাজধানীতে বৃহস্পতিবার সকালে এক সংবাদ সম্মেলনে তিনি বলেন, সরকার জনগণের স্বার্থে কাজ করছে এবং আগামী দিনগুলোতেও এই ধারা অব্যাহত থাকবে। তিনি আরও জানান, সংশ্লিষ্ট মন্ত্রণালয় বিষয়টি খতিয়ে দেখছে এবং প্রয়োজনীয় পদক্ষেপ গ্রহণ করা হবে। স্থানীয় বাসিন্দারা জানান, দীর্ঘদিন ধরে এই সমস্যার কোনো সমাধান হয়নি। এ বিষয়ে জেলা প্রশাসক বলেন, দ্রুত ব্যবস্থা নেওয়া হবে। পুলিশের একটি সূত্র জানায়, ঘটনার তদন্ত চলছে এবং জড়িতদের আইনের আওতায় আনা হবে। বিশেষজ্ঞরা মনে করেন, সঠিক পরিকল্পনা ছাড়া এ ধরনের উদ্যোগ সফল হবে না। তারা বলেন, সংশ্লিষ্ট সবাইকে নিয়ে আলোচনা করে সিদ্ধান্ত নিতে হবে। এদিকে ব্যবসায়ীরা অভিযোগ করেন, বাজারে পণ্যের দাম বাড়ছে এবং সাধারণ মানুষ ভোগান্তিতে পড়ছেন। সরকারি কর্মকর্তারা জানান, পরিস্থিতি নিয়ন্ত্রণে রয়েছে এবং শিগগিরই স্বাভাবিক হবে। — [313, 1721, 461, 1808]
story-body-paragraph: রাজধানীতে বৃহস্পতিবার সকালে এক সংবাদ সম্মেলনে তিনি বলেন, সরকার জনগণের স্বার্থে কাজ করছে এবং আগামী দিনগুলোতেও এই ধারা অব্যাহত থাকবে। তিনি আরও জানান, সংশ্লিষ্ট মন্ত্রণালয় বিষয়টি খতিয়ে দেখছে এবং প্রয়োজনীয় পদক্ষেপ গ্রহণ করা হবে। স্থানীয় বাসিন্দারা জানান, দীর্ঘদিন ধরে এই সমস্যার কোনো সমাধান হয়নি। এ বিষয়ে জেলা প্রশাসক বলেন, দ্রুত ব্যবস্থা নেওয়া হবে। পুলিশের একটি সূত্র জানায়, ঘটনার তদন্ত চলছে এবং জড়িতদের আইনের আওতায় আনা হবে। বিশেষজ্ঞরা মনে করেন, সঠিক পরিকল্পনা ছাড়া এ ধরনের উদ্যোগ সফল হবে না। তারা বলেন, সংশ্লিষ্ট সবাইকে নিয়ে আলোচনা করে সিদ্ধান্ত নিতে হবে। এদিকে ব্যবসায়ীরা অভিযোগ করেন, বাজারে পণ্যের দাম বাড়ছে এবং সাধারণ মানুষ ভোগান্তিতে পড়ছেন। সরকারি কর্মকর্তারা জানান, পরিস্থিতি নিয়ন্ত্রণে রয়েছে এবং শিগগিরই স্বাভাবিক হবে। — [4, 370, 154, 449]
news-story — [313, 1, 461, 551]
story-body-paragraph: রাজধানীতে বৃহস্পতিবার সকালে এক সংবাদ সম্মেলনে তিনি বলেন, সরকার জনগণের স্বার্থে কাজ করছে এবং আগামী দিনগুলোতেও এই ধারা অব্যাহত থাকবে। তিনি আরও জানান, সংশ্লিষ্ট মন্ত্রণালয় বিষয়টি খতিয়ে দেখছে এবং প্রয়োজনীয় পদক্ষেপ গ্রহণ করা হবে। স্থানীয় বাসিন্দারা জানান, দীর্ঘদিন ধরে এই সমস্যার কোনো সমাধান হয়নি। এ বিষয়ে জেলা প্রশাসক বলেন, দ্রুত ব্যবস্থা নেওয়া হবে। পুলিশের একটি সূত্র জানায়, ঘটনার তদন্ত চলছে এবং জড়িতদের আইনের আওতায় আনা হবে। বিশেষজ্ঞরা মনে করেন, সঠিক পরিকল্পনা ছাড়া এ ধরনের উদ্যোগ সফল হবে না। তারা বলেন, সংশ্লিষ্ট সবাইকে নিয়ে আলোচনা করে সিদ্ধান্ত নিতে হবে। এদিকে ব্যবসায়ীরা অভিযোগ করেন, বাজারে পণ্যের দাম বাড়ছে এবং সাধারণ মানুষ ভোগান্তিতে পড়ছেন। সরকারি কর্মকর্তারা জানান, পরিস্থিতি নিয়ন্ত্রণে রয়েছে এবং শিগগিরই স্বাভাবিক হবে। — [4, 2334, 154, 2413]
news-story — [4, 348, 154, 2149]
story-body-paragraph: রাজধানীতে বৃহস্পতিবার সকালে এক সংবাদ সম্মেলনে তিনি বলেন, সরকার জনগণের স্বার্থে কাজ করছে এবং আগামী দিনগুলোতেও এই ধারা অব্যাহত থাকবে। তিনি আরও জানান, সংশ্লিষ্ট মন্ত্রণালয় বিষয়টি খতিয়ে দেখছে এবং প্রয়োজনীয় পদক্ষেপ গ্রহণ করা হবে। স্থানীয় বাসিন্দারা জানান, দীর্ঘদিন ধরে এই সমস্যার কোনো সমাধান হয়নি। এ বিষয়ে জেলা প্রশাসক বলেন, দ্রুত ব্যবস্থা নেওয়া হবে। পুলিশের একটি সূত্র জানায়, ঘটনার তদন্ত চলছে এবং জড়িতদের আইনের আওতায় আনা হবে। বিশেষজ্ঞরা মনে করেন, সঠিক পরিকল্পনা ছাড়া এ ধরনের উদ্যোগ সফল হবে না। তারা বলেন, সংশ্লিষ্ট সবাইকে নিয়ে আলোচনা করে সিদ্ধান্ত নিতে হবে। এদিকে ব্যবসায়ীরা অভিযোগ করেন, বাজারে পণ্যের দাম বাড়ছে এবং সাধারণ মানুষ ভোগান্তিতে পড়ছেন। সরকারি কর্মকর্তারা জানান, পরিস্থিতি নিয়ন্ত্রণে রয়েছে এবং শিগগিরই স্বাভাবিক হবে। — [160, 207, 309, 286]
story-body-paragraph: রাজধানীতে বৃহস্পতিবার সকালে এক সংবাদ সম্মেলনে তিনি বলেন, সরকার জনগণের স্বার্থে কাজ করছে এবং আগামী দিনগুলোতেও এই ধারা অব্যাহত থাকবে। তিনি আরও জানান, সংশ্লিষ্ট মন্ত্রণালয় বিষয়টি খতিয়ে দেখছে এবং প্রয়োজনীয় পদক্ষেপ গ্রহণ করা হবে। স্থানীয় বাসিন্দারা জানান, দীর্ঘদিন ধরে এই সমস্যার কোনো সমাধান হয়নি। এ বিষয়ে জেলা প্রশাসক বলেন, দ্রুত ব্যবস্থা নেওয়া হবে। পুলিশের একটি সূত্র জানায়, ঘটনার তদন্ত চলছে এবং জড়িতদের আইনের আওতায় আনা হবে। বিশেষজ্ঞরা মনে করেন, সঠিক পরিকল্পনা ছাড়া এ ধরনের উদ্যোগ সফল হবে না। তারা বলেন, সংশ্লিষ্ট সবাইকে নিয়ে আলোচনা করে সিদ্ধান্ত নিতে হবে। এদিকে ব্যবসায়ীরা অভিযোগ করেন, বাজারে পণ্যের দাম বাড়ছে এবং সাধারণ মানুষ ভোগান্তিতে পড়ছেন। সরকারি কর্মকর্তারা জানান, পরিস্থিতি নিয়ন্ত্রণে রয়েছে এবং শিগগিরই স্বাভাবিক হবে। — [160, 554, 309, 633]
headline-rule — [467, 626, 617, 627]
story-body-paragraph: রাজধানীতে বৃহস্পতিবার সকালে এক সংবাদ সম্মেলনে তিনি বলেন, সরকার জনগণের স্বার্থে কাজ করছে এবং আগামী দিনগুলোতেও এই ধারা অব্যাহত থাকবে। তিনি আরও জানান, সংশ্লিষ্ট মন্ত্রণালয় বিষয়টি খতিয়ে দেখছে এবং প্রয়োজনীয় পদক্ষেপ গ্রহণ করা হবে। স্থানীয় বাসিন্দারা জানান, দীর্ঘদিন ধরে এই সমস্যার কোনো সমাধান হয়নি। এ বিষয়ে জেলা প্রশাসক বলেন, দ্রুত ব্যবস্থা নেওয়া হবে। পুলিশের একটি সূত্র জানায়, ঘটনার তদন্ত চলছে এবং জড়িতদের আইনের আওতায় আনা হবে। বিশেষজ্ঞরা মনে করেন, সঠিক পরিকল্পনা ছাড়া এ ধরনের উদ্যোগ সফল হবে না। তারা বলেন, সংশ্লিষ্ট সবাইকে নিয়ে আলোচনা করে সিদ্ধান্ত নিতে হবে। এদিকে ব্যবসায়ীরা অভিযোগ করেন, বাজারে পণ্যের দাম বাড়ছে এবং সাধারণ মানুষ ভোগান্তিতে পড়ছেন। সরকারি কর্মকর্তারা জানান, পরিস্থিতি নিয়ন্ত্রণে রয়েছে এবং শিগগিরই স্বাভাবিক হবে। — [4, 1260, 154, 1339]
story-body-paragraph: রাজধানীতে বৃহস্পতিবার সকালে এক সংবাদ সম্মেলনে তিনি বলেন, সরকার জনগণের স্বার্থে কাজ করছে এবং আগামী দিনগুলোতেও এই ধারা অব্যাহত থাকবে। তিনি আরও জানান, সংশ্লিষ্ট মন্ত্রণালয় বিষয়টি খতিয়ে দেখছে এবং প্রয়োজনীয় পদক্ষেপ গ্রহণ করা হবে। স্থানীয় বাসিন্দারা জানান, দীর্ঘদিন ধরে এই সমস্যার কোনো সমাধান হয়নি। এ বিষয়ে জেলা প্রশাসক বলেন, দ্রুত ব্যবস্থা নেওয়া হবে। পুলিশের একটি সূত্র জানায়, ঘটনার তদন্ত চলছে এবং জড়িতদের আইনের আওতায় আনা হবে। বিশেষজ্ঞরা মনে করেন, সঠিক পরিকল্পনা ছাড়া এ ধরনের উদ্যোগ সফল হবে না। তারা বলেন, সংশ্লিষ্ট সবাইকে নিয়ে আলোচনা করে সিদ্ধান্ত নিতে হবে। এদিকে ব্যবসায়ীরা অভিযোগ করেন, বাজারে পণ্যের দাম বাড়ছে এবং সাধারণ মানুষ ভোগান্তিতে পড়ছেন। সরকারি কর্মকর্তারা জানান, পরিস্থিতি নিয়ন্ত্রণে রয়েছে এবং শিগগিরই স্বাভাবিক হবে। — [467, 104, 617, 184]
headline-rule — [4, 361, 154, 362]
story-body-paragraph: রাজধানীতে বৃহস্পতিবার সকালে এক সংবাদ সম্মেলনে তিনি বলেন, সরকার জনগণের স্বার্থে কাজ করছে এবং আগামী দিনগুলোতেও এই ধারা অব্যাহত থাকবে। তিনি আরও জানান, সংশ্লিষ্ট মন্ত্রণালয় বিষয়টি খতিয়ে দেখছে এবং প্রয়োজনীয় পদক্ষেপ গ্রহণ করা হবে। স্থানীয় বাসিন্দারা জানান, দীর্ঘদিন ধরে এই সমস্যার কোনো সমাধান হয়নি। এ বিষয়ে জেলা প্রশাসক বলেন, দ্রুত ব্যবস্থা নেওয়া হবে। পুলিশের একটি সূত্র জানায়, ঘটনার তদন্ত চলছে এবং জড়িতদের আইনের আওতায় আনা হবে। বিশেষজ্ঞরা মনে করেন, সঠিক পরিকল্পনা ছাড়া এ ধরনের উদ্যোগ সফল হবে না। তারা বলেন, সংশ্লিষ্ট সবাইকে নিয়ে আলোচনা করে সিদ্ধান্ত নিতে হবে। এদিকে ব্যবসায়ীরা অভিযোগ করেন, বাজারে পণ্যের দাম বাড়ছে এবং সাধারণ মানুষ ভোগান্তিতে পড়ছেন। সরকারি কর্মকর্তারা জানান, পরিস্থিতি নিয়ন্ত্রণে রয়েছে এবং শিগগিরই স্বাভাবিক হবে। — [4, 1341, 154, 1420]
story-headline: জুলাই সনদ বাস্তবায়ন হলে — [328, 1809, 446, 1823]
story-body-paragraph: রাজধানীতে বৃহস্পতিবার সকালে এক সংবাদ সম্মেলনে তিনি বলেন, সরকার জনগণের স্বার্থে কাজ করছে এবং আগামী দিনগুলোতেও এই ধারা অব্যাহত থাকবে। তিনি আরও জানান, সংশ্লিষ্ট মন্ত্রণালয় বিষয়টি খতিয়ে দেখছে এবং প্রয়োজনীয় পদক্ষেপ গ্রহণ করা হবে। স্থানীয় বাসিন্দারা জানান, দীর্ঘদিন ধরে এই সমস্যার কোনো সমাধান হয়নি। এ বিষয়ে জেলা প্রশাসক বলেন, দ্রুত ব্যবস্থা নেওয়া হবে। পুলিশের একটি সূত্র জানায়, ঘটনার তদন্ত চলছে এবং জড়িতদের আইনের আওতায় আনা হবে। বিশেষজ্ঞরা মনে করেন, সঠিক পরিকল্পনা ছাড়া এ ধরনের উদ্যোগ সফল হবে না। তারা বলেন, সংশ্লিষ্ট সবাইকে নিয়ে আলোচনা করে সিদ্ধান্ত নিতে হবে। এদিকে ব্যবসায়ীরা অভিযোগ করেন, বাজারে পণ্যের দাম বাড়ছে এবং সাধারণ মানুষ ভোগান্তিতে পড়ছেন। সরকারি কর্মকর্তারা জানান, পরিস্থিতি নিয়ন্ত্রণে রয়েছে এবং শিগগিরই স্বাভাবিক হবে। — [313, 1104, 461, 1190]
story-headline: ইতিহাস থেকে কখনো — [31, 2149, 127, 2163]
headline-rule — [313, 566, 461, 567]
story-body-paragraph: রাজধানীতে বৃহস্পতিবার সকালে এক সংবাদ সম্মেলনে তিনি বলেন, সরকার জনগণের স্বার্থে কাজ করছে এবং আগামী দিনগুলোতেও এই ধারা অব্যাহত থাকবে। তিনি আরও জানান, সংশ্লিষ্ট মন্ত্রণালয় বিষয়টি খতিয়ে দেখছে এবং প্রয়োজনীয় পদক্ষেপ গ্রহণ করা হবে। স্থানীয় বাসিন্দারা জানান, দীর্ঘদিন ধরে এই সমস্যার কোনো সমাধান হয়নি। এ বিষয়ে জেলা প্রশাসক বলেন, দ্রুত ব্যবস্থা নেওয়া হবে। পুলিশের একটি সূত্র জানায়, ঘটনার তদন্ত চলছে এবং জড়িতদের আইনের আওতায় আনা হবে। বিশেষজ্ঞরা মনে করেন, সঠিক পরিকল্পনা ছাড়া এ ধরনের উদ্যোগ সফল হবে না। তারা বলেন, সংশ্লিষ্ট সবাইকে নিয়ে আলোচনা করে সিদ্ধান্ত নিতে হবে। এদিকে ব্যবসায়ীরা অভিযোগ করেন, বাজারে পণ্যের দাম বাড়ছে এবং সাধারণ মানুষ ভোগান্তিতে পড়ছেন। সরকারি কর্মকর্তারা জানান, পরিস্থিতি নিয়ন্ত্রণে রয়েছে এবং শিগগিরই স্বাভাবিক হবে। — [313, 200, 461, 286]
continued-kicker: প্রথম পৃষ্ঠার পর — [160, 386, 188, 392]
column-2 — [160, 0, 309, 2343]
story-headline: সমাজ থেকে মাদক — [501, 1385, 583, 1399]
column-divider — [156, 2, 157, 805]
continued-kicker: প্রথম পৃষ্ঠার পর — [160, 17, 188, 22]
headline-rule — [467, 810, 617, 811]
story-body-paragraph: রাজধানীতে বৃহস্পতিবার সকালে এক সংবাদ সম্মেলনে তিনি বলেন, সরকার জনগণের স্বার্থে কাজ করছে এবং আগামী দিনগুলোতেও এই ধারা অব্যাহত থাকবে। তিনি আরও জানান, সংশ্লিষ্ট মন্ত্রণালয় বিষয়টি খতিয়ে দেখছে এবং প্রয়োজনীয় পদক্ষেপ গ্রহণ করা হবে। স্থানীয় বাসিন্দারা জানান, দীর্ঘদিন ধরে এই সমস্যার কোনো সমাধান হয়নি। এ বিষয়ে জেলা প্রশাসক বলেন, দ্রুত ব্যবস্থা নেওয়া হবে। পুলিশের একটি সূত্র জানায়, ঘটনার তদন্ত চলছে এবং জড়িতদের আইনের আওতায় আনা হবে। বিশেষজ্ঞরা মনে করেন, সঠিক পরিকল্পনা ছাড়া এ ধরনের উদ্যোগ সফল হবে না। তারা বলেন, সংশ্লিষ্ট সবাইকে নিয়ে আলোচনা করে সিদ্ধান্ত নিতে হবে। এদিকে ব্যবসায়ীরা অভিযোগ করেন, বাজারে পণ্যের দাম বাড়ছে এবং সাধারণ মানুষ ভোগান্তিতে পড়ছেন। সরকারি কর্মকর্তারা জানান, পরিস্থিতি নিয়ন্ত্রণে রয়েছে এবং শিগগিরই স্বাভাবিক হবে। — [160, 878, 309, 957]
story-body-paragraph: রাজধানীতে বৃহস্পতিবার সকালে এক সংবাদ সম্মেলনে তিনি বলেন, সরকার জনগণের স্বার্থে কাজ করছে এবং আগামী দিনগুলোতেও এই ধারা অব্যাহত থাকবে। তিনি আরও জানান, সংশ্লিষ্ট মন্ত্রণালয় বিষয়টি খতিয়ে দেখছে এবং প্রয়োজনীয় পদক্ষেপ গ্রহণ করা হবে। স্থানীয় বাসিন্দারা জানান, দীর্ঘদিন ধরে এই সমস্যার কোনো সমাধান হয়নি। এ বিষয়ে জেলা প্রশাসক বলেন, দ্রুত ব্যবস্থা নেওয়া হবে। পুলিশের একটি সূত্র জানায়, ঘটনার তদন্ত চলছে এবং জড়িতদের আইনের আওতায় আনা হবে। বিশেষজ্ঞরা মনে করেন, সঠিক পরিকল্পনা ছাড়া এ ধরনের উদ্যোগ সফল হবে না। তারা বলেন, সংশ্লিষ্ট সবাইকে নিয়ে আলোচনা করে সিদ্ধান্ত নিতে হবে। এদিকে ব্যবসায়ীরা অভিযোগ করেন, বাজারে পণ্যের দাম বাড়ছে এবং সাধারণ মানুষ ভোগান্তিতে পড়ছেন। সরকারি কর্মকর্তারা জানান, পরিস্থিতি নিয়ন্ত্রণে রয়েছে এবং শিগগিরই স্বাভাবিক হবে। — [467, 450, 617, 529]
continued-kicker: প্রথম পৃষ্ঠার পর — [160, 1160, 188, 1166]
story-body-paragraph: রাজধানীতে বৃহস্পতিবার সকালে এক সংবাদ সম্মেলনে তিনি বলেন, সরকার জনগণের স্বার্থে কাজ করছে এবং আগামী দিনগুলোতেও এই ধারা অব্যাহত থাকবে। তিনি আরও জানান, সংশ্লিষ্ট মন্ত্রণালয় বিষয়টি খতিয়ে দেখছে এবং প্রয়োজনীয় পদক্ষেপ গ্রহণ করা হবে। স্থানীয় বাসিন্দারা জানান, দীর্ঘদিন ধরে এই সমস্যার কোনো সমাধান হয়নি। এ বিষয়ে জেলা প্রশাসক বলেন, দ্রুত ব্যবস্থা নেওয়া হবে। পুলিশের একটি সূত্র জানায়, ঘটনার তদন্ত চলছে এবং জড়িতদের আইনের আওতায় আনা হবে। বিশেষজ্ঞরা মনে করেন, সঠিক পরিকল্পনা ছাড়া এ ধরনের উদ্যোগ সফল হবে না। তারা বলেন, সংশ্লিষ্ট সবাইকে নিয়ে আলোচনা করে সিদ্ধান্ত নিতে হবে। এদিকে ব্যবসায়ীরা অভিযোগ করেন, বাজারে পণ্যের দাম বাড়ছে এবং সাধারণ মানুষ ভোগান্তিতে পড়ছেন। সরকারি কর্মকর্তারা জানান, পরিস্থিতি নিয়ন্ত্রণে রয়েছে এবং শিগগিরই স্বাভাবিক হবে। — [4, 1826, 154, 1905]
headline-rule — [160, 199, 309, 200]
story-body-paragraph: রাজধানীতে বৃহস্পতিবার সকালে এক সংবাদ সম্মেলনে তিনি বলেন, সরকার জনগণের স্বার্থে কাজ করছে এবং আগামী দিনগুলোতেও এই ধারা অব্যাহত থাকবে। তিনি আরও জানান, সংশ্লিষ্ট মন্ত্রণালয় বিষয়টি খতিয়ে দেখছে এবং প্রয়োজনীয় পদক্ষেপ গ্রহণ করা হবে। স্থানীয় বাসিন্দারা জানান, দীর্ঘদিন ধরে এই সমস্যার কোনো সমাধান হয়নি। এ বিষয়ে জেলা প্রশাসক বলেন, দ্রুত ব্যবস্থা নেওয়া হবে। পুলিশের একটি সূত্র জানায়, ঘটনার তদন্ত চলছে এবং জড়িতদের আইনের আওতায় আনা হবে। বিশেষজ্ঞরা মনে করেন, সঠিক পরিকল্পনা ছাড়া এ ধরনের উদ্যোগ সফল হবে না। তারা বলেন, সংশ্লিষ্ট সবাইকে নিয়ে আলোচনা করে সিদ্ধান্ত নিতে হবে। এদিকে ব্যবসায়ীরা অভিযোগ করেন, বাজারে পণ্যের দাম বাড়ছে এবং সাধারণ মানুষ ভোগান্তিতে পড়ছেন। সরকারি কর্মকর্তারা জানান, পরিস্থিতি নিয়ন্ত্রণে রয়েছে এবং শিগগিরই স্বাভাবিক হবে। — [4, 2496, 154, 2575]
story-body-paragraph: রাজধানীতে বৃহস্পতিবার সকালে এক সংবাদ সম্মেলনে তিনি বলেন, সরকার জনগণের স্বার্থে কাজ করছে এবং আগামী দিনগুলোতেও এই ধারা অব্যাহত থাকবে। তিনি আরও জানান, সংশ্লিষ্ট মন্ত্রণালয় বিষয়টি খতিয়ে দেখছে এবং প্রয়োজনীয় পদক্ষেপ গ্রহণ করা হবে। স্থানীয় বাসিন্দারা জানান, দীর্ঘদিন ধরে এই সমস্যার কোনো সমাধান হয়নি। এ বিষয়ে জেলা প্রশাসক বলেন, দ্রুত ব্যবস্থা নেওয়া হবে। পুলিশের একটি সূত্র জানায়, ঘটনার তদন্ত চলছে এবং জড়িতদের আইনের আওতায় আনা হবে। বিশেষজ্ঞরা মনে করেন, সঠিক পরিকল্পনা ছাড়া এ ধরনের উদ্যোগ সফল হবে না। তারা বলেন, সংশ্লিষ্ট সবাইকে নিয়ে আলোচনা করে সিদ্ধান্ত নিতে হবে। এদিকে ব্যবসায়ীরা অভিযোগ করেন, বাজারে পণ্যের দাম বাড়ছে এবং সাধারণ মানুষ ভোগান্তিতে পড়ছেন। সরকারি কর্মকর্তারা জানান, পরিস্থিতি নিয়ন্ত্রণে রয়েছে এবং শিগগিরই স্বাভাবিক হবে। — [4, 450, 154, 529]
column-divider — [464, 2, 465, 805]
story-body-paragraph: রাজধানীতে বৃহস্পতিবার সকালে এক সংবাদ সম্মেলনে তিনি বলেন, সরকার জনগণের স্বার্থে কাজ করছে এবং আগামী দিনগুলোতেও এই ধারা অব্যাহত থাকবে। তিনি আরও জানান, সংশ্লিষ্ট মন্ত্রণালয় বিষয়টি খতিয়ে দেখছে এবং প্রয়োজনীয় পদক্ষেপ গ্রহণ করা হবে। স্থানীয় বাসিন্দারা জানান, দীর্ঘদিন ধরে এই সমস্যার কোনো সমাধান হয়নি। এ বিষয়ে জেলা প্রশাসক বলেন, দ্রুত ব্যবস্থা নেওয়া হবে। পুলিশের একটি সূত্র জানায়, ঘটনার তদন্ত চলছে এবং জড়িতদের আইনের আওতায় আনা হবে। বিশেষজ্ঞরা মনে করেন, সঠিক পরিকল্পনা ছাড়া এ ধরনের উদ্যোগ সফল হবে না। তারা বলেন, সংশ্লিষ্ট সবাইকে নিয়ে আলোচনা করে সিদ্ধান্ত নিতে হবে। এদিকে ব্যবসায়ীরা অভিযোগ করেন, বাজারে পণ্যের দাম বাড়ছে এবং সাধারণ মানুষ ভোগান্তিতে পড়ছেন। সরকারি কর্মকর্তারা জানান, পরিস্থিতি নিয়ন্ত্রণে রয়েছে এবং শিগগিরই স্বাভাবিক হবে। — [313, 2097, 461, 2183]
story-body-paragraph: রাজধানীতে বৃহস্পতিবার সকালে এক সংবাদ সম্মেলনে তিনি বলেন, সরকার জনগণের স্বার্থে কাজ করছে এবং আগামী দিনগুলোতেও এই ধারা অব্যাহত থাকবে। তিনি আরও জানান, সংশ্লিষ্ট মন্ত্রণালয় বিষয়টি খতিয়ে দেখছে এবং প্রয়োজনীয় পদক্ষেপ গ্রহণ করা হবে। স্থানীয় বাসিন্দারা জানান, দীর্ঘদিন ধরে এই সমস্যার কোনো সমাধান হয়নি। এ বিষয়ে জেলা প্রশাসক বলেন, দ্রুত ব্যবস্থা নেওয়া হবে। পুলিশের একটি সূত্র জানায়, ঘটনার তদন্ত চলছে এবং জড়িতদের আইনের আওতায় আনা হবে। বিশেষজ্ঞরা মনে করেন, সঠিক পরিকল্পনা ছাড়া এ ধরনের উদ্যোগ সফল হবে না। তারা বলেন, সংশ্লিষ্ট সবাইকে নিয়ে আলোচনা করে সিদ্ধান্ত নিতে হবে। এদিকে ব্যবসায়ীরা অভিযোগ করেন, বাজারে পণ্যের দাম বাড়ছে এবং সাধারণ মানুষ ভোগান্তিতে পড়ছেন। সরকারি কর্মকর্তারা জানান, পরিস্থিতি নিয়ন্ত্রণে রয়েছে এবং শিগগিরই স্বাভাবিক হবে। — [4, 1421, 154, 1500]
story-body-paragraph: রাজধানীতে বৃহস্পতিবার সকালে এক সংবাদ সম্মেলনে তিনি বলেন, সরকার জনগণের স্বার্থে কাজ করছে এবং আগামী দিনগুলোতেও এই ধারা অব্যাহত থাকবে। তিনি আরও জানান, সংশ্লিষ্ট মন্ত্রণালয় বিষয়টি খতিয়ে দেখছে এবং প্রয়োজনীয় পদক্ষেপ গ্রহণ করা হবে। স্থানীয় বাসিন্দারা জানান, দীর্ঘদিন ধরে এই সমস্যার কোনো সমাধান হয়নি। এ বিষয়ে জেলা প্রশাসক বলেন, দ্রুত ব্যবস্থা নেওয়া হবে। পুলিশের একটি সূত্র জানায়, ঘটনার তদন্ত চলছে এবং জড়িতদের আইনের আওতায় আনা হবে। বিশেষজ্ঞরা মনে করেন, সঠিক পরিকল্পনা ছাড়া এ ধরনের উদ্যোগ সফল হবে না। তারা বলেন, সংশ্লিষ্ট সবাইকে নিয়ে আলোচনা করে সিদ্ধান্ত নিতে হবে। এদিকে ব্যবসায়ীরা অভিযোগ করেন, বাজারে পণ্যের দাম বাড়ছে এবং সাধারণ মানুষ ভোগান্তিতে পড়ছেন। সরকারি কর্মকর্তারা জানান, পরিস্থিতি নিয়ন্ত্রণে রয়েছে এবং শিগগিরই স্বাভাবিক হবে। — [160, 1248, 309, 1327]
story-body-paragraph: রাজধানীতে বৃহস্পতিবার সকালে এক সংবাদ সম্মেলনে তিনি বলেন, সরকার জনগণের স্বার্থে কাজ করছে এবং আগামী দিনগুলোতেও এই ধারা অব্যাহত থাকবে। তিনি আরও জানান, সংশ্লিষ্ট মন্ত্রণালয় বিষয়টি খতিয়ে দেখছে এবং প্রয়োজনীয় পদক্ষেপ গ্রহণ করা হবে। স্থানীয় বাসিন্দারা জানান, দীর্ঘদিন ধরে এই সমস্যার কোনো সমাধান হয়নি। এ বিষয়ে জেলা প্রশাসক বলেন, দ্রুত ব্যবস্থা নেওয়া হবে। পুলিশের একটি সূত্র জানায়, ঘটনার তদন্ত চলছে এবং জড়িতদের আইনের আওতায় আনা হবে। বিশেষজ্ঞরা মনে করেন, সঠিক পরিকল্পনা ছাড়া এ ধরনের উদ্যোগ সফল হবে না। তারা বলেন, সংশ্লিষ্ট সবাইকে নিয়ে আলোচনা করে সিদ্ধান্ত নিতে হবে। এদিকে ব্যবসায়ীরা অভিযোগ করেন, বাজারে পণ্যের দাম বাড়ছে এবং সাধারণ মানুষ ভোগান্তিতে পড়ছেন। সরকারি কর্মকর্তারা জানান, পরিস্থিতি নিয়ন্ত্রণে রয়েছে এবং শিগগিরই স্বাভাবিক হবে। — [4, 2415, 154, 2494]
story-body-paragraph: রাজধানীতে বৃহস্পতিবার সকালে এক সংবাদ সম্মেলনে তিনি বলেন, সরকার জনগণের স্বার্থে কাজ করছে এবং আগামী দিনগুলোতেও এই ধারা অব্যাহত থাকবে। তিনি আরও জানান, সংশ্লিষ্ট মন্ত্রণালয় বিষয়টি খতিয়ে দেখছে এবং প্রয়োজনীয় পদক্ষেপ গ্রহণ করা হবে। স্থানীয় বাসিন্দারা জানান, দীর্ঘদিন ধরে এই সমস্যার কোনো সমাধান হয়নি। এ বিষয়ে জেলা প্রশাসক বলেন, দ্রুত ব্যবস্থা নেওয়া হবে। পুলিশের একটি সূত্র জানায়, ঘটনার তদন্ত চলছে এবং জড়িতদের আইনের আওতায় আনা হবে। বিশেষজ্ঞরা মনে করেন, সঠিক পরিকল্পনা ছাড়া এ ধরনের উদ্যোগ সফল হবে না। তারা বলেন, সংশ্লিষ্ট সবাইকে নিয়ে আলোচনা করে সিদ্ধান্ত নিতে হবে। এদিকে ব্যবসায়ীরা অভিযোগ করেন, বাজারে পণ্যের দাম বাড়ছে এবং সাধারণ মানুষ ভোগান্তিতে পড়ছেন। সরকারি কর্মকর্তারা জানান, পরিস্থিতি নিয়ন্ত্রণে রয়েছে এবং শিগগিরই স্বাভাবিক হবে। — [4, 1098, 154, 1177]
story-body-paragraph: রাজধানীতে বৃহস্পতিবার সকালে এক সংবাদ সম্মেলনে তিনি বলেন, সরকার জনগণের স্বার্থে কাজ করছে এবং আগামী দিনগুলোতেও এই ধারা অব্যাহত থাকবে। তিনি আরও জানান, সংশ্লিষ্ট মন্ত্রণালয় বিষয়টি খতিয়ে দেখছে এবং প্রয়োজনীয় পদক্ষেপ গ্রহণ করা হবে। স্থানীয় বাসিন্দারা জানান, দীর্ঘদিন ধরে এই সমস্যার কোনো সমাধান হয়নি। এ বিষয়ে জেলা প্রশাসক বলেন, দ্রুত ব্যবস্থা নেওয়া হবে। পুলিশের একটি সূত্র জানায়, ঘটনার তদন্ত চলছে এবং জড়িতদের আইনের আওতায় আনা হবে। বিশেষজ্ঞরা মনে করেন, সঠিক পরিকল্পনা ছাড়া এ ধরনের উদ্যোগ সফল হবে না। তারা বলেন, সংশ্লিষ্ট সবাইকে নিয়ে আলোচনা করে সিদ্ধান্ত নিতে হবে। এদিকে ব্যবসায়ীরা অভিযোগ করেন, বাজারে পণ্যের দাম বাড়ছে এবং সাধারণ মানুষ ভোগান্তিতে পড়ছেন। সরকারি কর্মকর্তারা জানান, পরিস্থিতি নিয়ন্ত্রণে রয়েছে এবং শিগগিরই স্বাভাবিক হবে। — [313, 288, 461, 374]
continued-kicker: প্রথম পৃষ্ঠার পর — [467, 1402, 495, 1408]
story-body-paragraph: রাজধানীতে বৃহস্পতিবার সকালে এক সংবাদ সম্মেলনে তিনি বলেন, সরকার জনগণের স্বার্থে কাজ করছে এবং আগামী দিনগুলোতেও এই ধারা অব্যাহত থাকবে। তিনি আরও জানান, সংশ্লিষ্ট মন্ত্রণালয় বিষয়টি খতিয়ে দেখছে এবং প্রয়োজনীয় পদক্ষেপ গ্রহণ করা হবে। স্থানীয় বাসিন্দারা জানান, দীর্ঘদিন ধরে এই সমস্যার কোনো সমাধান হয়নি। এ বিষয়ে জেলা প্রশাসক বলেন, দ্রুত ব্যবস্থা নেওয়া হবে। পুলিশের একটি সূত্র জানায়, ঘটনার তদন্ত চলছে এবং জড়িতদের আইনের আওতায় আনা হবে। বিশেষজ্ঞরা মনে করেন, সঠিক পরিকল্পনা ছাড়া এ ধরনের উদ্যোগ সফল হবে না। তারা বলেন, সংশ্লিষ্ট সবাইকে নিয়ে আলোচনা করে সিদ্ধান্ত নিতে হবে। এদিকে ব্যবসায়ীরা অভিযোগ করেন, বাজারে পণ্যের দাম বাড়ছে এবং সাধারণ মানুষ ভোগান্তিতে পড়ছেন। সরকারি কর্মকর্তারা জানান, পরিস্থিতি নিয়ন্ত্রণে রয়েছে এবং শিগগিরই স্বাভাবিক হবে। — [160, 474, 309, 552]
news-story — [4, 2150, 154, 2576]
headline-rule — [467, 1585, 617, 1586]
column-divider — [310, 2, 311, 805]
story-body-paragraph: রাজধানীতে বৃহস্পতিবার সকালে এক সংবাদ সম্মেলনে তিনি বলেন, সরকার জনগণের স্বার্থে কাজ করছে এবং আগামী দিনগুলোতেও এই ধারা অব্যাহত থাকবে। তিনি আরও জানান, সংশ্লিষ্ট মন্ত্রণালয় বিষয়টি খতিয়ে দেখছে এবং প্রয়োজনীয় পদক্ষেপ গ্রহণ করা হবে। স্থানীয় বাসিন্দারা জানান, দীর্ঘদিন ধরে এই সমস্যার কোনো সমাধান হয়নি। এ বিষয়ে জেলা প্রশাসক বলেন, দ্রুত ব্যবস্থা নেওয়া হবে। পুলিশের একটি সূত্র জানায়, ঘটনার তদন্ত চলছে এবং জড়িতদের আইনের আওতায় আনা হবে। বিশেষজ্ঞরা মনে করেন, সঠিক পরিকল্পনা ছাড়া এ ধরনের উদ্যোগ সফল হবে না। তারা বলেন, সংশ্লিষ্ট সবাইকে নিয়ে আলোচনা করে সিদ্ধান্ত নিতে হবে। এদিকে ব্যবসায়ীরা অভিযোগ করেন, বাজারে পণ্যের দাম বাড়ছে এবং সাধারণ মানুষ ভোগান্তিতে পড়ছেন। সরকারি কর্মকর্তারা জানান, পরিস্থিতি নিয়ন্ত্রণে রয়েছে এবং শিগগিরই স্বাভাবিক হবে। — [313, 23, 461, 109]
continued-kicker: প্রথম পৃষ্ঠার পর — [4, 363, 32, 369]
news-story — [467, 1387, 617, 1570]
story-body-paragraph: রাজধানীতে বৃহস্পতিবার সকালে এক সংবাদ সম্মেলনে তিনি বলেন, সরকার জনগণের স্বার্থে কাজ করছে এবং আগামী দিনগুলোতেও এই ধারা অব্যাহত থাকবে। তিনি আরও জানান, সংশ্লিষ্ট মন্ত্রণালয় বিষয়টি খতিয়ে দেখছে এবং প্রয়োজনীয় পদক্ষেপ গ্রহণ করা হবে। স্থানীয় বাসিন্দারা জানান, দীর্ঘদিন ধরে এই সমস্যার কোনো সমাধান হয়নি। এ বিষয়ে জেলা প্রশাসক বলেন, দ্রুত ব্যবস্থা নেওয়া হবে। পুলিশের একটি সূত্র জানায়, ঘটনার তদন্ত চলছে এবং জড়িতদের আইনের আওতায় আনা হবে। বিশেষজ্ঞরা মনে করেন, সঠিক পরিকল্পনা ছাড়া এ ধরনের উদ্যোগ সফল হবে না। তারা বলেন, সংশ্লিষ্ট সবাইকে নিয়ে আলোচনা করে সিদ্ধান্ত নিতে হবে। এদিকে ব্যবসায়ীরা অভিযোগ করেন, বাজারে পণ্যের দাম বাড়ছে এবং সাধারণ মানুষ ভোগান্তিতে পড়ছেন। সরকারি কর্মকর্তারা জানান, পরিস্থিতি নিয়ন্ত্রণে রয়েছে এবং শিগগিরই স্বাভাবিক হবে। — [160, 797, 309, 876]
story-body-paragraph: রাজধানীতে বৃহস্পতিবার সকালে এক সংবাদ সম্মেলনে তিনি বলেন, সরকার জনগণের স্বার্থে কাজ করছে এবং আগামী দিনগুলোতেও এই ধারা অব্যাহত থাকবে। তিনি আরও জানান, সংশ্লিষ্ট মন্ত্রণালয় বিষয়টি খতিয়ে দেখছে এবং প্রয়োজনীয় পদক্ষেপ গ্রহণ করা হবে। স্থানীয় বাসিন্দারা জানান, দীর্ঘদিন ধরে এই সমস্যার কোনো সমাধান হয়নি। এ বিষয়ে জেলা প্রশাসক বলেন, দ্রুত ব্যবস্থা নেওয়া হবে। পুলিশের একটি সূত্র জানায়, ঘটনার তদন্ত চলছে এবং জড়িতদের আইনের আওতায় আনা হবে। বিশেষজ্ঞরা মনে করেন, সঠিক পরিকল্পনা ছাড়া এ ধরনের উদ্যোগ সফল হবে না। তারা বলেন, সংশ্লিষ্ট সবাইকে নিয়ে আলোচনা করে সিদ্ধান্ত নিতে হবে। এদিকে ব্যবসায়ীরা অভিযোগ করেন, বাজারে পণ্যের দাম বাড়ছে এবং সাধারণ মানুষ ভোগান্তিতে পড়ছেন। সরকারি কর্মকর্তারা জানান, পরিস্থিতি নিয়ন্ত্রণে রয়েছে এবং শিগগিরই স্বাভাবিক হবে। — [160, 716, 309, 795]
story-body-paragraph: রাজধানীতে বৃহস্পতিবার সকালে এক সংবাদ সম্মেলনে তিনি বলেন, সরকার জনগণের স্বার্থে কাজ করছে এবং আগামী দিনগুলোতেও এই ধারা অব্যাহত থাকবে। তিনি আরও জানান, সংশ্লিষ্ট মন্ত্রণালয় বিষয়টি খতিয়ে দেখছে এবং প্রয়োজনীয় পদক্ষেপ গ্রহণ করা হবে। স্থানীয় বাসিন্দারা জানান, দীর্ঘদিন ধরে এই সমস্যার কোনো সমাধান হয়নি। এ বিষয়ে জেলা প্রশাসক বলেন, দ্রুত ব্যবস্থা নেওয়া হবে। পুলিশের একটি সূত্র জানায়, ঘটনার তদন্ত চলছে এবং জড়িতদের আইনের আওতায় আনা হবে। বিশেষজ্ঞরা মনে করেন, সঠিক পরিকল্পনা ছাড়া এ ধরনের উদ্যোগ সফল হবে না। তারা বলেন, সংশ্লিষ্ট সবাইকে নিয়ে আলোচনা করে সিদ্ধান্ত নিতে হবে। এদিকে ব্যবসায়ীরা অভিযোগ করেন, বাজারে পণ্যের দাম বাড়ছে এবং সাধারণ মানুষ ভোগান্তিতে পড়ছেন। সরকারি কর্মকর্তারা জানান, পরিস্থিতি নিয়ন্ত্রণে রয়েছে এবং শিগগিরই স্বাভাবিক হবে। — [313, 1545, 461, 1632]
continued-kicker: প্রথম পৃষ্ঠার পর — [160, 1056, 188, 1062]
story-headline: নতুন ট্রাফিক সমস্যার — [187, 1916, 281, 1930]
column-4 — [467, 0, 617, 1915]
story-headline: বিজয় দিবসের সরকারি — [184, 369, 285, 383]
continued-kicker: প্রথম পৃষ্ঠার পর — [313, 1826, 342, 1832]
story-body-paragraph: রাজধানীতে বৃহস্পতিবার সকালে এক সংবাদ সম্মেলনে তিনি বলেন, সরকার জনগণের স্বার্থে কাজ করছে এবং আগামী দিনগুলোতেও এই ধারা অব্যাহত থাকবে। তিনি আরও জানান, সংশ্লিষ্ট মন্ত্রণালয় বিষয়টি খতিয়ে দেখছে এবং প্রয়োজনীয় পদক্ষেপ গ্রহণ করা হবে। স্থানীয় বাসিন্দারা জানান, দীর্ঘদিন ধরে এই সমস্যার কোনো সমাধান হয়নি। এ বিষয়ে জেলা প্রশাসক বলেন, দ্রুত ব্যবস্থা নেওয়া হবে। পুলিশের একটি সূত্র জানায়, ঘটনার তদন্ত চলছে এবং জড়িতদের আইনের আওতায় আনা হবে। বিশেষজ্ঞরা মনে করেন, সঠিক পরিকল্পনা ছাড়া এ ধরনের উদ্যোগ সফল হবে না। তারা বলেন, সংশ্লিষ্ট সবাইকে নিয়ে আলোচনা করে সিদ্ধান্ত নিতে হবে। এদিকে ব্যবসায়ীরা অভিযোগ করেন, বাজারে পণ্যের দাম বাড়ছে এবং সাধারণ মানুষ ভোগান্তিতে পড়ছেন। সরকারি কর্মকর্তারা জানান, পরিস্থিতি নিয়ন্ত্রণে রয়েছে এবং শিগগিরই স্বাভাবিক হবে। — [160, 1756, 309, 1835]
headline-rule — [160, 1157, 309, 1158]
story-headline: প্লাস্টিক ফ্যাসিস্টরা জুলাই সনদ — [167, 1570, 302, 1584]
story-headline: মুগ্ধ ভিলেজের আস্তে নির্মাণ — [173, 184, 295, 199]
story-body-paragraph: রাজধানীতে বৃহস্পতিবার সকালে এক সংবাদ সম্মেলনে তিনি বলেন, সরকার জনগণের স্বার্থে কাজ করছে এবং আগামী দিনগুলোতেও এই ধারা অব্যাহত থাকবে। তিনি আরও জানান, সংশ্লিষ্ট মন্ত্রণালয় বিষয়টি খতিয়ে দেখছে এবং প্রয়োজনীয় পদক্ষেপ গ্রহণ করা হবে। স্থানীয় বাসিন্দারা জানান, দীর্ঘদিন ধরে এই সমস্যার কোনো সমাধান হয়নি। এ বিষয়ে জেলা প্রশাসক বলেন, দ্রুত ব্যবস্থা নেওয়া হবে। পুলিশের একটি সূত্র জানায়, ঘটনার তদন্ত চলছে এবং জড়িতদের আইনের আওতায় আনা হবে। বিশেষজ্ঞরা মনে করেন, সঠিক পরিকল্পনা ছাড়া এ ধরনের উদ্যোগ সফল হবে না। তারা বলেন, সংশ্লিষ্ট সবাইকে নিয়ে আলোচনা করে সিদ্ধান্ত নিতে হবে। এদিকে ব্যবসায়ীরা অভিযোগ করেন, বাজারে পণ্যের দাম বাড়ছে এবং সাধারণ মানুষ ভোগান্তিতে পড়ছেন। সরকারি কর্মকর্তারা জানান, পরিস্থিতি নিয়ন্ত্রণে রয়েছে এবং শিগগিরই স্বাভাবিক হবে। — [467, 1409, 617, 1488]
headline-rule — [160, 1053, 309, 1054]
story-body-paragraph: রাজধানীতে বৃহস্পতিবার সকালে এক সংবাদ সম্মেলনে তিনি বলেন, সরকার জনগণের স্বার্থে কাজ করছে এবং আগামী দিনগুলোতেও এই ধারা অব্যাহত থাকবে। তিনি আরও জানান, সংশ্লিষ্ট মন্ত্রণালয় বিষয়টি খতিয়ে দেখছে এবং প্রয়োজনীয় পদক্ষেপ গ্রহণ করা হবে। স্থানীয় বাসিন্দারা জানান, দীর্ঘদিন ধরে এই সমস্যার কোনো সমাধান হয়নি। এ বিষয়ে জেলা প্রশাসক বলেন, দ্রুত ব্যবস্থা নেওয়া হবে। পুলিশের একটি সূত্র জানায়, ঘটনার তদন্ত চলছে এবং জড়িতদের আইনের আওতায় আনা হবে। বিশেষজ্ঞরা মনে করেন, সঠিক পরিকল্পনা ছাড়া এ ধরনের উদ্যোগ সফল হবে না। তারা বলেন, সংশ্লিষ্ট সবাইকে নিয়ে আলোচনা করে সিদ্ধান্ত নিতে হবে। এদিকে ব্যবসায়ীরা অভিযোগ করেন, বাজারে পণ্যের দাম বাড়ছে এবং সাধারণ মানুষ ভোগান্তিতে পড়ছেন। সরকারি কর্মকর্তারা জানান, পরিস্থিতি নিয়ন্ত্রণে রয়েছে এবং শিগগিরই স্বাভাবিক হবে। — [160, 1836, 309, 1915]
news-story — [160, 370, 309, 1038]
story-body-paragraph: রাজধানীতে বৃহস্পতিবার সকালে এক সংবাদ সম্মেলনে তিনি বলেন, সরকার জনগণের স্বার্থে কাজ করছে এবং আগামী দিনগুলোতেও এই ধারা অব্যাহত থাকবে। তিনি আরও জানান, সংশ্লিষ্ট মন্ত্রণালয় বিষয়টি খতিয়ে দেখছে এবং প্রয়োজনীয় পদক্ষেপ গ্রহণ করা হবে। স্থানীয় বাসিন্দারা জানান, দীর্ঘদিন ধরে এই সমস্যার কোনো সমাধান হয়নি। এ বিষয়ে জেলা প্রশাসক বলেন, দ্রুত ব্যবস্থা নেওয়া হবে। পুলিশের একটি সূত্র জানায়, ঘটনার তদন্ত চলছে এবং জড়িতদের আইনের আওতায় আনা হবে। বিশেষজ্ঞরা মনে করেন, সঠিক পরিকল্পনা ছাড়া এ ধরনের উদ্যোগ সফল হবে না। তারা বলেন, সংশ্লিষ্ট সবাইকে নিয়ে আলোচনা করে সিদ্ধান্ত নিতে হবে। এদিকে ব্যবসায়ীরা অভিযোগ করেন, বাজারে পণ্যের দাম বাড়ছে এবং সাধারণ মানুষ ভোগান্তিতে পড়ছেন। সরকারি কর্মকর্তারা জানান, পরিস্থিতি নিয়ন্ত্রণে রয়েছে এবং শিগগিরই স্বাভাবিক হবে। — [160, 1593, 309, 1672]
continued-kicker: প্রথম পৃষ্ঠার পর — [313, 17, 342, 22]
story-body-paragraph: রাজধানীতে বৃহস্পতিবার সকালে এক সংবাদ সম্মেলনে তিনি বলেন, সরকার জনগণের স্বার্থে কাজ করছে এবং আগামী দিনগুলোতেও এই ধারা অব্যাহত থাকবে। তিনি আরও জানান, সংশ্লিষ্ট মন্ত্রণালয় বিষয়টি খতিয়ে দেখছে এবং প্রয়োজনীয় পদক্ষেপ গ্রহণ করা হবে। স্থানীয় বাসিন্দারা জানান, দীর্ঘদিন ধরে এই সমস্যার কোনো সমাধান হয়নি। এ বিষয়ে জেলা প্রশাসক বলেন, দ্রুত ব্যবস্থা নেওয়া হবে। পুলিশের একটি সূত্র জানায়, ঘটনার তদন্ত চলছে এবং জড়িতদের আইনের আওতায় আনা হবে। বিশেষজ্ঞরা মনে করেন, সঠিক পরিকল্পনা ছাড়া এ ধরনের উদ্যোগ সফল হবে না। তারা বলেন, সংশ্লিষ্ট সবাইকে নিয়ে আলোচনা করে সিদ্ধান্ত নিতে হবে। এদিকে ব্যবসায়ীরা অভিযোগ করেন, বাজারে পণ্যের দাম বাড়ছে এবং সাধারণ মানুষ ভোগান্তিতে পড়ছেন। সরকারি কর্মকর্তারা জানান, পরিস্থিতি নিয়ন্ত্রণে রয়েছে এবং শিগগিরই স্বাভাবিক হবে। — [313, 1633, 461, 1719]
continued-kicker: প্রথম পৃষ্ঠার পর — [160, 1933, 188, 1939]
story-body-paragraph: রাজধানীতে বৃহস্পতিবার সকালে এক সংবাদ সম্মেলনে তিনি বলেন, সরকার জনগণের স্বার্থে কাজ করছে এবং আগামী দিনগুলোতেও এই ধারা অব্যাহত থাকবে। তিনি আরও জানান, সংশ্লিষ্ট মন্ত্রণালয় বিষয়টি খতিয়ে দেখছে এবং প্রয়োজনীয় পদক্ষেপ গ্রহণ করা হবে। স্থানীয় বাসিন্দারা জানান, দীর্ঘদিন ধরে এই সমস্যার কোনো সমাধান হয়নি। এ বিষয়ে জেলা প্রশাসক বলেন, দ্রুত ব্যবস্থা নেওয়া হবে। পুলিশের একটি সূত্র জানায়, ঘটনার তদন্ত চলছে এবং জড়িতদের আইনের আওতায় আনা হবে। বিশেষজ্ঞরা মনে করেন, সঠিক পরিকল্পনা ছাড়া এ ধরনের উদ্যোগ সফল হবে না। তারা বলেন, সংশ্লিষ্ট সবাইকে নিয়ে আলোচনা করে সিদ্ধান্ত নিতে হবে। এদিকে ব্যবসায়ীরা অভিযোগ করেন, বাজারে পণ্যের দাম বাড়ছে এবং সাধারণ মানুষ ভোগান্তিতে পড়ছেন। সরকারি কর্মকর্তারা জানান, পরিস্থিতি নিয়ন্ত্রণে রয়েছে এবং শিগগিরই স্বাভাবিক হবে। — [313, 663, 461, 749]
story-body-paragraph: রাজধানীতে বৃহস্পতিবার সকালে এক সংবাদ সম্মেলনে তিনি বলেন, সরকার জনগণের স্বার্থে কাজ করছে এবং আগামী দিনগুলোতেও এই ধারা অব্যাহত থাকবে। তিনি আরও জানান, সংশ্লিষ্ট মন্ত্রণালয় বিষয়টি খতিয়ে দেখছে এবং প্রয়োজনীয় পদক্ষেপ গ্রহণ করা হবে। স্থানীয় বাসিন্দারা জানান, দীর্ঘদিন ধরে এই সমস্যার কোনো সমাধান হয়নি। এ বিষয়ে জেলা প্রশাসক বলেন, দ্রুত ব্যবস্থা নেওয়া হবে। পুলিশের একটি সূত্র জানায়, ঘটনার তদন্ত চলছে এবং জড়িতদের আইনের আওতায় আনা হবে। বিশেষজ্ঞরা মনে করেন, সঠিক পরিকল্পনা ছাড়া এ ধরনের উদ্যোগ সফল হবে না। তারা বলেন, সংশ্লিষ্ট সবাইকে নিয়ে আলোচনা করে সিদ্ধান্ত নিতে হবে। এদিকে ব্যবসায়ীরা অভিযোগ করেন, বাজারে পণ্যের দাম বাড়ছে এবং সাধারণ মানুষ ভোগান্তিতে পড়ছেন। সরকারি কর্মকর্তারা জানান, পরিস্থিতি নিয়ন্ত্রণে রয়েছে এবং শিগগিরই স্বাভাবিক হবে। — [4, 23, 154, 102]
story-body-paragraph: রাজধানীতে বৃহস্পতিবার সকালে এক সংবাদ সম্মেলনে তিনি বলেন, সরকার জনগণের স্বার্থে কাজ করছে এবং আগামী দিনগুলোতেও এই ধারা অব্যাহত থাকবে। তিনি আরও জানান, সংশ্লিষ্ট মন্ত্রণালয় বিষয়টি খতিয়ে দেখছে এবং প্রয়োজনীয় পদক্ষেপ গ্রহণ করা হবে। স্থানীয় বাসিন্দারা জানান, দীর্ঘদিন ধরে এই সমস্যার কোনো সমাধান হয়নি। এ বিষয়ে জেলা প্রশাসক বলেন, দ্রুত ব্যবস্থা নেওয়া হবে। পুলিশের একটি সূত্র জানায়, ঘটনার তদন্ত চলছে এবং জড়িতদের আইনের আওতায় আনা হবে। বিশেষজ্ঞরা মনে করেন, সঠিক পরিকল্পনা ছাড়া এ ধরনের উদ্যোগ সফল হবে না। তারা বলেন, সংশ্লিষ্ট সবাইকে নিয়ে আলোচনা করে সিদ্ধান্ত নিতে হবে। এদিকে ব্যবসায়ীরা অভিযোগ করেন, বাজারে পণ্যের দাম বাড়ছে এবং সাধারণ মানুষ ভোগান্তিতে পড়ছেন। সরকারি কর্মকর্তারা জানান, পরিস্থিতি নিয়ন্ত্রণে রয়েছে এবং শিগগিরই স্বাভাবিক হবে। — [4, 1745, 154, 1824]
story-body-paragraph: রাজধানীতে বৃহস্পতিবার সকালে এক সংবাদ সম্মেলনে তিনি বলেন, সরকার জনগণের স্বার্থে কাজ করছে এবং আগামী দিনগুলোতেও এই ধারা অব্যাহত থাকবে। তিনি আরও জানান, সংশ্লিষ্ট মন্ত্রণালয় বিষয়টি খতিয়ে দেখছে এবং প্রয়োজনীয় পদক্ষেপ গ্রহণ করা হবে। স্থানীয় বাসিন্দারা জানান, দীর্ঘদিন ধরে এই সমস্যার কোনো সমাধান হয়নি। এ বিষয়ে জেলা প্রশাসক বলেন, দ্রুত ব্যবস্থা নেওয়া হবে। পুলিশের একটি সূত্র জানায়, ঘটনার তদন্ত চলছে এবং জড়িতদের আইনের আওতায় আনা হবে। বিশেষজ্ঞরা মনে করেন, সঠিক পরিকল্পনা ছাড়া এ ধরনের উদ্যোগ সফল হবে না। তারা বলেন, সংশ্লিষ্ট সবাইকে নিয়ে আলোচনা করে সিদ্ধান্ত নিতে হবে। এদিকে ব্যবসায়ীরা অভিযোগ করেন, বাজারে পণ্যের দাম বাড়ছে এবং সাধারণ মানুষ ভোগান্তিতে পড়ছেন। সরকারি কর্মকর্তারা জানান, পরিস্থিতি নিয়ন্ত্রণে রয়েছে এবং শিগগিরই স্বাভাবিক হবে। — [4, 1502, 154, 1581]
story-body-paragraph: রাজধানীতে বৃহস্পতিবার সকালে এক সংবাদ সম্মেলনে তিনি বলেন, সরকার জনগণের স্বার্থে কাজ করছে এবং আগামী দিনগুলোতেও এই ধারা অব্যাহত থাকবে। তিনি আরও জানান, সংশ্লিষ্ট মন্ত্রণালয় বিষয়টি খতিয়ে দেখছে এবং প্রয়োজনীয় পদক্ষেপ গ্রহণ করা হবে। স্থানীয় বাসিন্দারা জানান, দীর্ঘদিন ধরে এই সমস্যার কোনো সমাধান হয়নি। এ বিষয়ে জেলা প্রশাসক বলেন, দ্রুত ব্যবস্থা নেওয়া হবে। পুলিশের একটি সূত্র জানায়, ঘটনার তদন্ত চলছে এবং জড়িতদের আইনের আওতায় আনা হবে। বিশেষজ্ঞরা মনে করেন, সঠিক পরিকল্পনা ছাড়া এ ধরনের উদ্যোগ সফল হবে না। তারা বলেন, সংশ্লিষ্ট সবাইকে নিয়ে আলোচনা করে সিদ্ধান্ত নিতে হবে। এদিকে ব্যবসায়ীরা অভিযোগ করেন, বাজারে পণ্যের দাম বাড়ছে এবং সাধারণ মানুষ ভোগান্তিতে পড়ছেন। সরকারি কর্মকর্তারা জানান, পরিস্থিতি নিয়ন্ত্রণে রয়েছে এবং শিগগিরই স্বাভাবিক হবে। — [4, 1907, 154, 1985]
story-body-paragraph: রাজধানীতে বৃহস্পতিবার সকালে এক সংবাদ সম্মেলনে তিনি বলেন, সরকার জনগণের স্বার্থে কাজ করছে এবং আগামী দিনগুলোতেও এই ধারা অব্যাহত থাকবে। তিনি আরও জানান, সংশ্লিষ্ট মন্ত্রণালয় বিষয়টি খতিয়ে দেখছে এবং প্রয়োজনীয় পদক্ষেপ গ্রহণ করা হবে। স্থানীয় বাসিন্দারা জানান, দীর্ঘদিন ধরে এই সমস্যার কোনো সমাধান হয়নি। এ বিষয়ে জেলা প্রশাসক বলেন, দ্রুত ব্যবস্থা নেওয়া হবে। পুলিশের একটি সূত্র জানায়, ঘটনার তদন্ত চলছে এবং জড়িতদের আইনের আওতায় আনা হবে। বিশেষজ্ঞরা মনে করেন, সঠিক পরিকল্পনা ছাড়া এ ধরনের উদ্যোগ সফল হবে না। তারা বলেন, সংশ্লিষ্ট সবাইকে নিয়ে আলোচনা করে সিদ্ধান্ত নিতে হবে। এদিকে ব্যবসায়ীরা অভিযোগ করেন, বাজারে পণ্যের দাম বাড়ছে এবং সাধারণ মানুষ ভোগান্তিতে পড়ছেন। সরকারি কর্মকর্তারা জানান, পরিস্থিতি নিয়ন্ত্রণে রয়েছে এবং শিগগিরই স্বাভাবিক হবে। — [313, 2008, 461, 2095]
story-body-paragraph: রাজধানীতে বৃহস্পতিবার সকালে এক সংবাদ সম্মেলনে তিনি বলেন, সরকার জনগণের স্বার্থে কাজ করছে এবং আগামী দিনগুলোতেও এই ধারা অব্যাহত থাকবে। তিনি আরও জানান, সংশ্লিষ্ট মন্ত্রণালয় বিষয়টি খতিয়ে দেখছে এবং প্রয়োজনীয় পদক্ষেপ গ্রহণ করা হবে। স্থানীয় বাসিন্দারা জানান, দীর্ঘদিন ধরে এই সমস্যার কোনো সমাধান হয়নি। এ বিষয়ে জেলা প্রশাসক বলেন, দ্রুত ব্যবস্থা নেওয়া হবে। পুলিশের একটি সূত্র জানায়, ঘটনার তদন্ত চলছে এবং জড়িতদের আইনের আওতায় আনা হবে। বিশেষজ্ঞরা মনে করেন, সঠিক পরিকল্পনা ছাড়া এ ধরনের উদ্যোগ সফল হবে না। তারা বলেন, সংশ্লিষ্ট সবাইকে নিয়ে আলোচনা করে সিদ্ধান্ত নিতে হবে। এদিকে ব্যবসায়ীরা অভিযোগ করেন, বাজারে পণ্যের দাম বাড়ছে এবং সাধারণ মানুষ ভোগান্তিতে পড়ছেন। সরকারি কর্মকর্তারা জানান, পরিস্থিতি নিয়ন্ত্রণে রয়েছে এবং শিগগিরই স্বাভাবিক হবে। — [160, 23, 309, 102]
story-body-paragraph: রাজধানীতে বৃহস্পতিবার সকালে এক সংবাদ সম্মেলনে তিনি বলেন, সরকার জনগণের স্বার্থে কাজ করছে এবং আগামী দিনগুলোতেও এই ধারা অব্যাহত থাকবে। তিনি আরও জানান, সংশ্লিষ্ট মন্ত্রণালয় বিষয়টি খতিয়ে দেখছে এবং প্রয়োজনীয় পদক্ষেপ গ্রহণ করা হবে। স্থানীয় বাসিন্দারা জানান, দীর্ঘদিন ধরে এই সমস্যার কোনো সমাধান হয়নি। এ বিষয়ে জেলা প্রশাসক বলেন, দ্রুত ব্যবস্থা নেওয়া হবে। পুলিশের একটি সূত্র জানায়, ঘটনার তদন্ত চলছে এবং জড়িতদের আইনের আওতায় আনা হবে। বিশেষজ্ঞরা মনে করেন, সঠিক পরিকল্পনা ছাড়া এ ধরনের উদ্যোগ সফল হবে না। তারা বলেন, সংশ্লিষ্ট সবাইকে নিয়ে আলোচনা করে সিদ্ধান্ত নিতে হবে। এদিকে ব্যবসায়ীরা অভিযোগ করেন, বাজারে পণ্যের দাম বাড়ছে এবং সাধারণ মানুষ ভোগান্তিতে পড়ছেন। সরকারি কর্মকর্তারা জানান, পরিস্থিতি নিয়ন্ত্রণে রয়েছে এবং শিগগিরই স্বাভাবিক হবে। — [467, 982, 617, 1061]
story-body-paragraph: রাজধানীতে বৃহস্পতিবার সকালে এক সংবাদ সম্মেলনে তিনি বলেন, সরকার জনগণের স্বার্থে কাজ করছে এবং আগামী দিনগুলোতেও এই ধারা অব্যাহত থাকবে। তিনি আরও জানান, সংশ্লিষ্ট মন্ত্রণালয় বিষয়টি খতিয়ে দেখছে এবং প্রয়োজনীয় পদক্ষেপ গ্রহণ করা হবে। স্থানীয় বাসিন্দারা জানান, দীর্ঘদিন ধরে এই সমস্যার কোনো সমাধান হয়নি। এ বিষয়ে জেলা প্রশাসক বলেন, দ্রুত ব্যবস্থা নেওয়া হবে। পুলিশের একটি সূত্র জানায়, ঘটনার তদন্ত চলছে এবং জড়িতদের আইনের আওতায় আনা হবে। বিশেষজ্ঞরা মনে করেন, সঠিক পরিকল্পনা ছাড়া এ ধরনের উদ্যোগ সফল হবে না। তারা বলেন, সংশ্লিষ্ট সবাইকে নিয়ে আলোচনা করে সিদ্ধান্ত নিতে হবে। এদিকে ব্যবসায়ীরা অভিযোগ করেন, বাজারে পণ্যের দাম বাড়ছে এবং সাধারণ মানুষ ভোগান্তিতে পড়ছেন। সরকারি কর্মকর্তারা জানান, পরিস্থিতি নিয়ন্ত্রণে রয়েছে এবং শিগগিরই স্বাভাবিক হবে। — [4, 1017, 154, 1096]
story-body-paragraph: রাজধানীতে বৃহস্পতিবার সকালে এক সংবাদ সম্মেলনে তিনি বলেন, সরকার জনগণের স্বার্থে কাজ করছে এবং আগামী দিনগুলোতেও এই ধারা অব্যাহত থাকবে। তিনি আরও জানান, সংশ্লিষ্ট মন্ত্রণালয় বিষয়টি খতিয়ে দেখছে এবং প্রয়োজনীয় পদক্ষেপ গ্রহণ করা হবে। স্থানীয় বাসিন্দারা জানান, দীর্ঘদিন ধরে এই সমস্যার কোনো সমাধান হয়নি। এ বিষয়ে জেলা প্রশাসক বলেন, দ্রুত ব্যবস্থা নেওয়া হবে। পুলিশের একটি সূত্র জানায়, ঘটনার তদন্ত চলছে এবং জড়িতদের আইনের আওতায় আনা হবে। বিশেষজ্ঞরা মনে করেন, সঠিক পরিকল্পনা ছাড়া এ ধরনের উদ্যোগ সফল হবে না। তারা বলেন, সংশ্লিষ্ট সবাইকে নিয়ে আলোচনা করে সিদ্ধান্ত নিতে হবে। এদিকে ব্যবসায়ীরা অভিযোগ করেন, বাজারে পণ্যের দাম বাড়ছে এবং সাধারণ মানুষ ভোগান্তিতে পড়ছেন। সরকারি কর্মকর্তারা জানান, পরিস্থিতি নিয়ন্ত্রণে রয়েছে এবং শিগগিরই স্বাভাবিক হবে। — [4, 1988, 154, 2067]
column-1 — [4, 0, 154, 2575]
story-body-paragraph: রাজধানীতে বৃহস্পতিবার সকালে এক সংবাদ সম্মেলনে তিনি বলেন, সরকার জনগণের স্বার্থে কাজ করছে এবং আগামী দিনগুলোতেও এই ধারা অব্যাহত থাকবে। তিনি আরও জানান, সংশ্লিষ্ট মন্ত্রণালয় বিষয়টি খতিয়ে দেখছে এবং প্রয়োজনীয় পদক্ষেপ গ্রহণ করা হবে। স্থানীয় বাসিন্দারা জানান, দীর্ঘদিন ধরে এই সমস্যার কোনো সমাধান হয়নি। এ বিষয়ে জেলা প্রশাসক বলেন, দ্রুত ব্যবস্থা নেওয়া হবে। পুলিশের একটি সূত্র জানায়, ঘটনার তদন্ত চলছে এবং জড়িতদের আইনের আওতায় আনা হবে। বিশেষজ্ঞরা মনে করেন, সঠিক পরিকল্পনা ছাড়া এ ধরনের উদ্যোগ সফল হবে না। তারা বলেন, সংশ্লিষ্ট সবাইকে নিয়ে আলোচনা করে সিদ্ধান্ত নিতে হবে। এদিকে ব্যবসায়ীরা অভিযোগ করেন, বাজারে পণ্যের দাম বাড়ছে এবং সাধারণ মানুষ ভোগান্তিতে পড়ছেন। সরকারি কর্মকর্তারা জানান, পরিস্থিতি নিয়ন্ত্রণে রয়েছে এবং শিগগিরই স্বাভাবিক হবে। — [467, 635, 617, 714]
continued-kicker: প্রথম পৃষ্ঠার পর — [467, 1586, 495, 1593]
headline-rule — [313, 1823, 461, 1824]
news-story — [467, 348, 617, 611]
continued-kicker: প্রথম পৃষ্ঠার পর — [467, 363, 495, 369]
story-body-paragraph: রাজধানীতে বৃহস্পতিবার সকালে এক সংবাদ সম্মেলনে তিনি বলেন, সরকার জনগণের স্বার্থে কাজ করছে এবং আগামী দিনগুলোতেও এই ধারা অব্যাহত থাকবে। তিনি আরও জানান, সংশ্লিষ্ট মন্ত্রণালয় বিষয়টি খতিয়ে দেখছে এবং প্রয়োজনীয় পদক্ষেপ গ্রহণ করা হবে। স্থানীয় বাসিন্দারা জানান, দীর্ঘদিন ধরে এই সমস্যার কোনো সমাধান হয়নি। এ বিষয়ে জেলা প্রশাসক বলেন, দ্রুত ব্যবস্থা নেওয়া হবে। পুলিশের একটি সূত্র জানায়, ঘটনার তদন্ত চলছে এবং জড়িতদের আইনের আওতায় আনা হবে। বিশেষজ্ঞরা মনে করেন, সঠিক পরিকল্পনা ছাড়া এ ধরনের উদ্যোগ সফল হবে না। তারা বলেন, সংশ্লিষ্ট সবাইকে নিয়ে আলোচনা করে সিদ্ধান্ত নিতে হবে। এদিকে ব্যবসায়ীরা অভিযোগ করেন, বাজারে পণ্যের দাম বাড়ছে এবং সাধারণ মানুষ ভোগান্তিতে পড়ছেন। সরকারি কর্মকর্তারা জানান, পরিস্থিতি নিয়ন্ত্রণে রয়েছে এবং শিগগিরই স্বাভাবিক হবে। — [4, 2069, 154, 2148]
story-body-paragraph: রাজধানীতে বৃহস্পতিবার সকালে এক সংবাদ সম্মেলনে তিনি বলেন, সরকার জনগণের স্বার্থে কাজ করছে এবং আগামী দিনগুলোতেও এই ধারা অব্যাহত থাকবে। তিনি আরও জানান, সংশ্লিষ্ট মন্ত্রণালয় বিষয়টি খতিয়ে দেখছে এবং প্রয়োজনীয় পদক্ষেপ গ্রহণ করা হবে। স্থানীয় বাসিন্দারা জানান, দীর্ঘদিন ধরে এই সমস্যার কোনো সমাধান হয়নি। এ বিষয়ে জেলা প্রশাসক বলেন, দ্রুত ব্যবস্থা নেওয়া হবে। পুলিশের একটি সূত্র জানায়, ঘটনার তদন্ত চলছে এবং জড়িতদের আইনের আওতায় আনা হবে। বিশেষজ্ঞরা মনে করেন, সঠিক পরিকল্পনা ছাড়া এ ধরনের উদ্যোগ সফল হবে না। তারা বলেন, সংশ্লিষ্ট সবাইকে নিয়ে আলোচনা করে সিদ্ধান্ত নিতে হবে। এদিকে ব্যবসায়ীরা অভিযোগ করেন, বাজারে পণ্যের দাম বাড়ছে এবং সাধারণ মানুষ ভোগান্তিতে পড়ছেন। সরকারি কর্মকর্তারা জানান, পরিস্থিতি নিয়ন্ত্রণে রয়েছে এবং শিগগিরই স্বাভাবিক হবে। — [160, 1062, 309, 1141]
story-body-paragraph: রাজধানীতে বৃহস্পতিবার সকালে এক সংবাদ সম্মেলনে তিনি বলেন, সরকার জনগণের স্বার্থে কাজ করছে এবং আগামী দিনগুলোতেও এই ধারা অব্যাহত থাকবে। তিনি আরও জানান, সংশ্লিষ্ট মন্ত্রণালয় বিষয়টি খতিয়ে দেখছে এবং প্রয়োজনীয় পদক্ষেপ গ্রহণ করা হবে। স্থানীয় বাসিন্দারা জানান, দীর্ঘদিন ধরে এই সমস্যার কোনো সমাধান হয়নি। এ বিষয়ে জেলা প্রশাসক বলেন, দ্রুত ব্যবস্থা নেওয়া হবে। পুলিশের একটি সূত্র জানায়, ঘটনার তদন্ত চলছে এবং জড়িতদের আইনের আওতায় আনা হবে। বিশেষজ্ঞরা মনে করেন, সঠিক পরিকল্পনা ছাড়া এ ধরনের উদ্যোগ সফল হবে না। তারা বলেন, সংশ্লিষ্ট সবাইকে নিয়ে আলোচনা করে সিদ্ধান্ত নিতে হবে। এদিকে ব্যবসায়ীরা অভিযোগ করেন, বাজারে পণ্যের দাম বাড়ছে এবং সাধারণ মানুষ ভোগান্তিতে পড়ছেন। সরকারি কর্মকর্তারা জানান, পরিস্থিতি নিয়ন্ত্রণে রয়েছে এবং শিগগিরই স্বাভাবিক হবে। — [467, 1062, 617, 1141]
story-headline: আমদানি এলএনজিতে গ্যাসের — [11, 346, 146, 360]
headline-rule — [467, 14, 617, 15]
story-headline: বিমানবন্দরে অগ্নিকাণ্ডে ঘটানো — [167, 1039, 302, 1053]
story-body-paragraph: রাজধানীতে বৃহস্পতিবার সকালে এক সংবাদ সম্মেলনে তিনি বলেন, সরকার জনগণের স্বার্থে কাজ করছে এবং আগামী দিনগুলোতেও এই ধারা অব্যাহত থাকবে। তিনি আরও জানান, সংশ্লিষ্ট মন্ত্রণালয় বিষয়টি খতিয়ে দেখছে এবং প্রয়োজনীয় পদক্ষেপ গ্রহণ করা হবে। স্থানীয় বাসিন্দারা জানান, দীর্ঘদিন ধরে এই সমস্যার কোনো সমাধান হয়নি। এ বিষয়ে জেলা প্রশাসক বলেন, দ্রুত ব্যবস্থা নেওয়া হবে। পুলিশের একটি সূত্র জানায়, ঘটনার তদন্ত চলছে এবং জড়িতদের আইনের আওতায় আনা হবে। বিশেষজ্ঞরা মনে করেন, সঠিক পরিকল্পনা ছাড়া এ ধরনের উদ্যোগ সফল হবে না। তারা বলেন, সংশ্লিষ্ট সবাইকে নিয়ে আলোচনা করে সিদ্ধান্ত নিতে হবে। এদিকে ব্যবসায়ীরা অভিযোগ করেন, বাজারে পণ্যের দাম বাড়ছে এবং সাধারণ মানুষ ভোগান্তিতে পড়ছেন। সরকারি কর্মকর্তারা জানান, পরিস্থিতি নিয়ন্ত্রণে রয়েছে এবং শিগগিরই স্বাভাবিক হবে। — [4, 2173, 154, 2251]
story-headline: চাঁদপুর মতলবে ৩১ দফা — [489, 796, 595, 810]
story-body-paragraph: রাজধানীতে বৃহস্পতিবার সকালে এক সংবাদ সম্মেলনে তিনি বলেন, সরকার জনগণের স্বার্থে কাজ করছে এবং আগামী দিনগুলোতেও এই ধারা অব্যাহত থাকবে। তিনি আরও জানান, সংশ্লিষ্ট মন্ত্রণালয় বিষয়টি খতিয়ে দেখছে এবং প্রয়োজনীয় পদক্ষেপ গ্রহণ করা হবে। স্থানীয় বাসিন্দারা জানান, দীর্ঘদিন ধরে এই সমস্যার কোনো সমাধান হয়নি। এ বিষয়ে জেলা প্রশাসক বলেন, দ্রুত ব্যবস্থা নেওয়া হবে। পুলিশের একটি সূত্র জানায়, ঘটনার তদন্ত চলছে এবং জড়িতদের আইনের আওতায় আনা হবে। বিশেষজ্ঞরা মনে করেন, সঠিক পরিকল্পনা ছাড়া এ ধরনের উদ্যোগ সফল হবে না। তারা বলেন, সংশ্লিষ্ট সবাইকে নিয়ে আলোচনা করে সিদ্ধান্ত নিতে হবে। এদিকে ব্যবসায়ীরা অভিযোগ করেন, বাজারে পণ্যের দাম বাড়ছে এবং সাধারণ মানুষ ভোগান্তিতে পড়ছেন। সরকারি কর্মকর্তারা জানান, পরিস্থিতি নিয়ন্ত্রণে রয়েছে এবং শিগগিরই স্বাভাবিক হবে। — [160, 393, 309, 472]
story-headline: উত্তরায় ৫ হাজার পুলিশ — [181, 0, 287, 13]
story-body-paragraph: রাজধানীতে বৃহস্পতিবার সকালে এক সংবাদ সম্মেলনে তিনি বলেন, সরকার জনগণের স্বার্থে কাজ করছে এবং আগামী দিনগুলোতেও এই ধারা অব্যাহত থাকবে। তিনি আরও জানান, সংশ্লিষ্ট মন্ত্রণালয় বিষয়টি খতিয়ে দেখছে এবং প্রয়োজনীয় পদক্ষেপ গ্রহণ করা হবে। স্থানীয় বাসিন্দারা জানান, দীর্ঘদিন ধরে এই সমস্যার কোনো সমাধান হয়নি। এ বিষয়ে জেলা প্রশাসক বলেন, দ্রুত ব্যবস্থা নেওয়া হবে। পুলিশের একটি সূত্র জানায়, ঘটনার তদন্ত চলছে এবং জড়িতদের আইনের আওতায় আনা হবে। বিশেষজ্ঞরা মনে করেন, সঠিক পরিকল্পনা ছাড়া এ ধরনের উদ্যোগ সফল হবে না। তারা বলেন, সংশ্লিষ্ট সবাইকে নিয়ে আলোচনা করে সিদ্ধান্ত নিতে হবে। এদিকে ব্যবসায়ীরা অভিযোগ করেন, বাজারে পণ্যের দাম বাড়ছে এবং সাধারণ মানুষ ভোগান্তিতে পড়ছেন। সরকারি কর্মকর্তারা জানান, পরিস্থিতি নিয়ন্ত্রণে রয়েছে এবং শিগগিরই স্বাভাবিক হবে। — [4, 693, 154, 772]
story-body-paragraph: রাজধানীতে বৃহস্পতিবার সকালে এক সংবাদ সম্মেলনে তিনি বলেন, সরকার জনগণের স্বার্থে কাজ করছে এবং আগামী দিনগুলোতেও এই ধারা অব্যাহত থাকবে। তিনি আরও জানান, সংশ্লিষ্ট মন্ত্রণালয় বিষয়টি খতিয়ে দেখছে এবং প্রয়োজনীয় পদক্ষেপ গ্রহণ করা হবে। স্থানীয় বাসিন্দারা জানান, দীর্ঘদিন ধরে এই সমস্যার কোনো সমাধান হয়নি। এ বিষয়ে জেলা প্রশাসক বলেন, দ্রুত ব্যবস্থা নেওয়া হবে। পুলিশের একটি সূত্র জানায়, ঘটনার তদন্ত চলছে এবং জড়িতদের আইনের আওতায় আনা হবে। বিশেষজ্ঞরা মনে করেন, সঠিক পরিকল্পনা ছাড়া এ ধরনের উদ্যোগ সফল হবে না। তারা বলেন, সংশ্লিষ্ট সবাইকে নিয়ে আলোচনা করে সিদ্ধান্ত নিতে হবে। এদিকে ব্যবসায়ীরা অভিযোগ করেন, বাজারে পণ্যের দাম বাড়ছে এবং সাধারণ মানুষ ভোগান্তিতে পড়ছেন। সরকারি কর্মকর্তারা জানান, পরিস্থিতি নিয়ন্ত্রণে রয়েছে এবং শিগগিরই স্বাভাবিক হবে। — [4, 185, 154, 264]
story-body-paragraph: রাজধানীতে বৃহস্পতিবার সকালে এক সংবাদ সম্মেলনে তিনি বলেন, সরকার জনগণের স্বার্থে কাজ করছে এবং আগামী দিনগুলোতেও এই ধারা অব্যাহত থাকবে। তিনি আরও জানান, সংশ্লিষ্ট মন্ত্রণালয় বিষয়টি খতিয়ে দেখছে এবং প্রয়োজনীয় পদক্ষেপ গ্রহণ করা হবে। স্থানীয় বাসিন্দারা জানান, দীর্ঘদিন ধরে এই সমস্যার কোনো সমাধান হয়নি। এ বিষয়ে জেলা প্রশাসক বলেন, দ্রুত ব্যবস্থা নেওয়া হবে। পুলিশের একটি সূত্র জানায়, ঘটনার তদন্ত চলছে এবং জড়িতদের আইনের আওতায় আনা হবে। বিশেষজ্ঞরা মনে করেন, সঠিক পরিকল্পনা ছাড়া এ ধরনের উদ্যোগ সফল হবে না। তারা বলেন, সংশ্লিষ্ট সবাইকে নিয়ে আলোচনা করে সিদ্ধান্ত নিতে হবে। এদিকে ব্যবসায়ীরা অভিযোগ করেন, বাজারে পণ্যের দাম বাড়ছে এবং সাধারণ মানুষ ভোগান্তিতে পড়ছেন। সরকারি কর্মকর্তারা জানান, পরিস্থিতি নিয়ন্ত্রণে রয়েছে এবং শিগগিরই স্বাভাবিক হবে। — [313, 1833, 461, 1919]
story-body-paragraph: রাজধানীতে বৃহস্পতিবার সকালে এক সংবাদ সম্মেলনে তিনি বলেন, সরকার জনগণের স্বার্থে কাজ করছে এবং আগামী দিনগুলোতেও এই ধারা অব্যাহত থাকবে। তিনি আরও জানান, সংশ্লিষ্ট মন্ত্রণালয় বিষয়টি খতিয়ে দেখছে এবং প্রয়োজনীয় পদক্ষেপ গ্রহণ করা হবে। স্থানীয় বাসিন্দারা জানান, দীর্ঘদিন ধরে এই সমস্যার কোনো সমাধান হয়নি। এ বিষয়ে জেলা প্রশাসক বলেন, দ্রুত ব্যবস্থা নেওয়া হবে। পুলিশের একটি সূত্র জানায়, ঘটনার তদন্ত চলছে এবং জড়িতদের আইনের আওতায় আনা হবে। বিশেষজ্ঞরা মনে করেন, সঠিক পরিকল্পনা ছাড়া এ ধরনের উদ্যোগ সফল হবে না। তারা বলেন, সংশ্লিষ্ট সবাইকে নিয়ে আলোচনা করে সিদ্ধান্ত নিতে হবে। এদিকে ব্যবসায়ীরা অভিযোগ করেন, বাজারে পণ্যের দাম বাড়ছে এবং সাধারণ মানুষ ভোগান্তিতে পড়ছেন। সরকারি কর্মকর্তারা জানান, পরিস্থিতি নিয়ন্ত্রণে রয়েছে এবং শিগগিরই স্বাভাবিক হবে। — [160, 635, 309, 714]
news-story — [467, 1, 617, 346]
story-body-paragraph: রাজধানীতে বৃহস্পতিবার সকালে এক সংবাদ সম্মেলনে তিনি বলেন, সরকার জনগণের স্বার্থে কাজ করছে এবং আগামী দিনগুলোতেও এই ধারা অব্যাহত থাকবে। তিনি আরও জানান, সংশ্লিষ্ট মন্ত্রণালয় বিষয়টি খতিয়ে দেখছে এবং প্রয়োজনীয় পদক্ষেপ গ্রহণ করা হবে। স্থানীয় বাসিন্দারা জানান, দীর্ঘদিন ধরে এই সমস্যার কোনো সমাধান হয়নি। এ বিষয়ে জেলা প্রশাসক বলেন, দ্রুত ব্যবস্থা নেওয়া হবে। পুলিশের একটি সূত্র জানায়, ঘটনার তদন্ত চলছে এবং জড়িতদের আইনের আওতায় আনা হবে। বিশেষজ্ঞরা মনে করেন, সঠিক পরিকল্পনা ছাড়া এ ধরনের উদ্যোগ সফল হবে না। তারা বলেন, সংশ্লিষ্ট সবাইকে নিয়ে আলোচনা করে সিদ্ধান্ত নিতে হবে। এদিকে ব্যবসায়ীরা অভিযোগ করেন, বাজারে পণ্যের দাম বাড়ছে এবং সাধারণ মানুষ ভোগান্তিতে পড়ছেন। সরকারি কর্মকর্তারা জানান, পরিস্থিতি নিয়ন্ত্রণে রয়েছে এবং শিগগিরই স্বাভাবিক হবে। — [467, 1144, 617, 1223]
story-body-paragraph: রাজধানীতে বৃহস্পতিবার সকালে এক সংবাদ সম্মেলনে তিনি বলেন, সরকার জনগণের স্বার্থে কাজ করছে এবং আগামী দিনগুলোতেও এই ধারা অব্যাহত থাকবে। তিনি আরও জানান, সংশ্লিষ্ট মন্ত্রণালয় বিষয়টি খতিয়ে দেখছে এবং প্রয়োজনীয় পদক্ষেপ গ্রহণ করা হবে। স্থানীয় বাসিন্দারা জানান, দীর্ঘদিন ধরে এই সমস্যার কোনো সমাধান হয়নি। এ বিষয়ে জেলা প্রশাসক বলেন, দ্রুত ব্যবস্থা নেওয়া হবে। পুলিশের একটি সূত্র জানায়, ঘটনার তদন্ত চলছে এবং জড়িতদের আইনের আওতায় আনা হবে। বিশেষজ্ঞরা মনে করেন, সঠিক পরিকল্পনা ছাড়া এ ধরনের উদ্যোগ সফল হবে না। তারা বলেন, সংশ্লিষ্ট সবাইকে নিয়ে আলোচনা করে সিদ্ধান্ত নিতে হবে। এদিকে ব্যবসায়ীরা অভিযোগ করেন, বাজারে পণ্যের দাম বাড়ছে এবং সাধারণ মানুষ ভোগান্তিতে পড়ছেন। সরকারি কর্মকর্তারা জানান, পরিস্থিতি নিয়ন্ত্রণে রয়েছে এবং শিগগিরই স্বাভাবিক হবে। — [4, 531, 154, 610]
story-body-paragraph: রাজধানীতে বৃহস্পতিবার সকালে এক সংবাদ সম্মেলনে তিনি বলেন, সরকার জনগণের স্বার্থে কাজ করছে এবং আগামী দিনগুলোতেও এই ধারা অব্যাহত থাকবে। তিনি আরও জানান, সংশ্লিষ্ট মন্ত্রণালয় বিষয়টি খতিয়ে দেখছে এবং প্রয়োজনীয় পদক্ষেপ গ্রহণ করা হবে। স্থানীয় বাসিন্দারা জানান, দীর্ঘদিন ধরে এই সমস্যার কোনো সমাধান হয়নি। এ বিষয়ে জেলা প্রশাসক বলেন, দ্রুত ব্যবস্থা নেওয়া হবে। পুলিশের একটি সূত্র জানায়, ঘটনার তদন্ত চলছে এবং জড়িতদের আইনের আওতায় আনা হবে। বিশেষজ্ঞরা মনে করেন, সঠিক পরিকল্পনা ছাড়া এ ধরনের উদ্যোগ সফল হবে না। তারা বলেন, সংশ্লিষ্ট সবাইকে নিয়ে আলোচনা করে সিদ্ধান্ত নিতে হবে। এদিকে ব্যবসায়ীরা অভিযোগ করেন, বাজারে পণ্যের দাম বাড়ছে এবং সাধারণ মানুষ ভোগান্তিতে পড়ছেন। সরকারি কর্মকর্তারা জানান, পরিস্থিতি নিয়ন্ত্রণে রয়েছে এবং শিগগিরই স্বাভাবিক হবে। — [4, 936, 154, 1015]
story-body-paragraph: রাজধানীতে বৃহস্পতিবার সকালে এক সংবাদ সম্মেলনে তিনি বলেন, সরকার জনগণের স্বার্থে কাজ করছে এবং আগামী দিনগুলোতেও এই ধারা অব্যাহত থাকবে। তিনি আরও জানান, সংশ্লিষ্ট মন্ত্রণালয় বিষয়টি খতিয়ে দেখছে এবং প্রয়োজনীয় পদক্ষেপ গ্রহণ করা হবে। স্থানীয় বাসিন্দারা জানান, দীর্ঘদিন ধরে এই সমস্যার কোনো সমাধান হয়নি। এ বিষয়ে জেলা প্রশাসক বলেন, দ্রুত ব্যবস্থা নেওয়া হবে। পুলিশের একটি সূত্র জানায়, ঘটনার তদন্ত চলছে এবং জড়িতদের আইনের আওতায় আনা হবে। বিশেষজ্ঞরা মনে করেন, সঠিক পরিকল্পনা ছাড়া এ ধরনের উদ্যোগ সফল হবে না। তারা বলেন, সংশ্লিষ্ট সবাইকে নিয়ে আলোচনা করে সিদ্ধান্ত নিতে হবে। এদিকে ব্যবসায়ীরা অভিযোগ করেন, বাজারে পণ্যের দাম বাড়ছে এবং সাধারণ মানুষ ভোগান্তিতে পড়ছেন। সরকারি কর্মকর্তারা জানান, পরিস্থিতি নিয়ন্ত্রণে রয়েছে এবং শিগগিরই স্বাভাবিক হবে। — [313, 1457, 461, 1543]
story-body-paragraph: রাজধানীতে বৃহস্পতিবার সকালে এক সংবাদ সম্মেলনে তিনি বলেন, সরকার জনগণের স্বার্থে কাজ করছে এবং আগামী দিনগুলোতেও এই ধারা অব্যাহত থাকবে। তিনি আরও জানান, সংশ্লিষ্ট মন্ত্রণালয় বিষয়টি খতিয়ে দেখছে এবং প্রয়োজনীয় পদক্ষেপ গ্রহণ করা হবে। স্থানীয় বাসিন্দারা জানান, দীর্ঘদিন ধরে এই সমস্যার কোনো সমাধান হয়নি। এ বিষয়ে জেলা প্রশাসক বলেন, দ্রুত ব্যবস্থা নেওয়া হবে। পুলিশের একটি সূত্র জানায়, ঘটনার তদন্ত চলছে এবং জড়িতদের আইনের আওতায় আনা হবে। বিশেষজ্ঞরা মনে করেন, সঠিক পরিকল্পনা ছাড়া এ ধরনের উদ্যোগ সফল হবে না। তারা বলেন, সংশ্লিষ্ট সবাইকে নিয়ে আলোচনা করে সিদ্ধান্ত নিতে হবে। এদিকে ব্যবসায়ীরা অভিযোগ করেন, বাজারে পণ্যের দাম বাড়ছে এবং সাধারণ মানুষ ভোগান্তিতে পড়ছেন। সরকারি কর্মকর্তারা জানান, পরিস্থিতি নিয়ন্ত্রণে রয়েছে এবং শিগগিরই স্বাভাবিক হবে। — [4, 613, 154, 692]
story-body-paragraph: রাজধানীতে বৃহস্পতিবার সকালে এক সংবাদ সম্মেলনে তিনি বলেন, সরকার জনগণের স্বার্থে কাজ করছে এবং আগামী দিনগুলোতেও এই ধারা অব্যাহত থাকবে। তিনি আরও জানান, সংশ্লিষ্ট মন্ত্রণালয় বিষয়টি খতিয়ে দেখছে এবং প্রয়োজনীয় পদক্ষেপ গ্রহণ করা হবে। স্থানীয় বাসিন্দারা জানান, দীর্ঘদিন ধরে এই সমস্যার কোনো সমাধান হয়নি। এ বিষয়ে জেলা প্রশাসক বলেন, দ্রুত ব্যবস্থা নেওয়া হবে। পুলিশের একটি সূত্র জানায়, ঘটনার তদন্ত চলছে এবং জড়িতদের আইনের আওতায় আনা হবে। বিশেষজ্ঞরা মনে করেন, সঠিক পরিকল্পনা ছাড়া এ ধরনের উদ্যোগ সফল হবে না। তারা বলেন, সংশ্লিষ্ট সবাইকে নিয়ে আলোচনা করে সিদ্ধান্ত নিতে হবে। এদিকে ব্যবসায়ীরা অভিযোগ করেন, বাজারে পণ্যের দাম বাড়ছে এবং সাধারণ মানুষ ভোগান্তিতে পড়ছেন। সরকারি কর্মকর্তারা জানান, পরিস্থিতি নিয়ন্ত্রণে রয়েছে এবং শিগগিরই স্বাভাবিক হবে। — [4, 1583, 154, 1662]
story-headline: কুমিল্লায় বাসা থেকে নারীর — [483, 346, 600, 360]
story-body-paragraph: রাজধানীতে বৃহস্পতিবার সকালে এক সংবাদ সম্মেলনে তিনি বলেন, সরকার জনগণের স্বার্থে কাজ করছে এবং আগামী দিনগুলোতেও এই ধারা অব্যাহত থাকবে। তিনি আরও জানান, সংশ্লিষ্ট মন্ত্রণালয় বিষয়টি খতিয়ে দেখছে এবং প্রয়োজনীয় পদক্ষেপ গ্রহণ করা হবে। স্থানীয় বাসিন্দারা জানান, দীর্ঘদিন ধরে এই সমস্যার কোনো সমাধান হয়নি। এ বিষয়ে জেলা প্রশাসক বলেন, দ্রুত ব্যবস্থা নেওয়া হবে। পুলিশের একটি সূত্র জানায়, ঘটনার তদন্ত চলছে এবং জড়িতদের আইনের আওতায় আনা হবে। বিশেষজ্ঞরা মনে করেন, সঠিক পরিকল্পনা ছাড়া এ ধরনের উদ্যোগ সফল হবে না। তারা বলেন, সংশ্লিষ্ট সবাইকে নিয়ে আলোচনা করে সিদ্ধান্ত নিতে হবে। এদিকে ব্যবসায়ীরা অভিযোগ করেন, বাজারে পণ্যের দাম বাড়ছে এবং সাধারণ মানুষ ভোগান্তিতে পড়ছেন। সরকারি কর্মকর্তারা জানান, পরিস্থিতি নিয়ন্ত্রণে রয়েছে এবং শিগগিরই স্বাভাবিক হবে। — [4, 1664, 154, 1743]
headline-rule — [4, 2164, 154, 2165]
story-body-paragraph: রাজধানীতে বৃহস্পতিবার সকালে এক সংবাদ সম্মেলনে তিনি বলেন, সরকার জনগণের স্বার্থে কাজ করছে এবং আগামী দিনগুলোতেও এই ধারা অব্যাহত থাকবে। তিনি আরও জানান, সংশ্লিষ্ট মন্ত্রণালয় বিষয়টি খতিয়ে দেখছে এবং প্রয়োজনীয় পদক্ষেপ গ্রহণ করা হবে। স্থানীয় বাসিন্দারা জানান, দীর্ঘদিন ধরে এই সমস্যার কোনো সমাধান হয়নি। এ বিষয়ে জেলা প্রশাসক বলেন, দ্রুত ব্যবস্থা নেওয়া হবে। পুলিশের একটি সূত্র জানায়, ঘটনার তদন্ত চলছে এবং জড়িতদের আইনের আওতায় আনা হবে। বিশেষজ্ঞরা মনে করেন, সঠিক পরিকল্পনা ছাড়া এ ধরনের উদ্যোগ সফল হবে না। তারা বলেন, সংশ্লিষ্ট সবাইকে নিয়ে আলোচনা করে সিদ্ধান্ত নিতে হবে। এদিকে ব্যবসায়ীরা অভিযোগ করেন, বাজারে পণ্যের দাম বাড়ছে এবং সাধারণ মানুষ ভোগান্তিতে পড়ছেন। সরকারি কর্মকর্তারা জানান, পরিস্থিতি নিয়ন্ত্রণে রয়েছে এবং শিগগিরই স্বাভাবিক হবে। — [313, 928, 461, 1014]
story-body-paragraph: রাজধানীতে বৃহস্পতিবার সকালে এক সংবাদ সম্মেলনে তিনি বলেন, সরকার জনগণের স্বার্থে কাজ করছে এবং আগামী দিনগুলোতেও এই ধারা অব্যাহত থাকবে। তিনি আরও জানান, সংশ্লিষ্ট মন্ত্রণালয় বিষয়টি খতিয়ে দেখছে এবং প্রয়োজনীয় পদক্ষেপ গ্রহণ করা হবে। স্থানীয় বাসিন্দারা জানান, দীর্ঘদিন ধরে এই সমস্যার কোনো সমাধান হয়নি। এ বিষয়ে জেলা প্রশাসক বলেন, দ্রুত ব্যবস্থা নেওয়া হবে। পুলিশের একটি সূত্র জানায়, ঘটনার তদন্ত চলছে এবং জড়িতদের আইনের আওতায় আনা হবে। বিশেষজ্ঞরা মনে করেন, সঠিক পরিকল্পনা ছাড়া এ ধরনের উদ্যোগ সফল হবে না। তারা বলেন, সংশ্লিষ্ট সবাইকে নিয়ে আলোচনা করে সিদ্ধান্ত নিতে হবে। এদিকে ব্যবসায়ীরা অভিযোগ করেন, বাজারে পণ্যের দাম বাড়ছে এবং সাধারণ মানুষ ভোগান্তিতে পড়ছেন। সরকারি কর্মকর্তারা জানান, পরিস্থিতি নিয়ন্ত্রণে রয়েছে এবং শিগগিরই স্বাভাবিক হবে। — [313, 1016, 461, 1102]
story-body-paragraph: রাজধানীতে বৃহস্পতিবার সকালে এক সংবাদ সম্মেলনে তিনি বলেন, সরকার জনগণের স্বার্থে কাজ করছে এবং আগামী দিনগুলোতেও এই ধারা অব্যাহত থাকবে। তিনি আরও জানান, সংশ্লিষ্ট মন্ত্রণালয় বিষয়টি খতিয়ে দেখছে এবং প্রয়োজনীয় পদক্ষেপ গ্রহণ করা হবে। স্থানীয় বাসিন্দারা জানান, দীর্ঘদিন ধরে এই সমস্যার কোনো সমাধান হয়নি। এ বিষয়ে জেলা প্রশাসক বলেন, দ্রুত ব্যবস্থা নেওয়া হবে। পুলিশের একটি সূত্র জানায়, ঘটনার তদন্ত চলছে এবং জড়িতদের আইনের আওতায় আনা হবে। বিশেষজ্ঞরা মনে করেন, সঠিক পরিকল্পনা ছাড়া এ ধরনের উদ্যোগ সফল হবে না। তারা বলেন, সংশ্লিষ্ট সবাইকে নিয়ে আলোচনা করে সিদ্ধান্ত নিতে হবে। এদিকে ব্যবসায়ীরা অভিযোগ করেন, বাজারে পণ্যের দাম বাড়ছে এবং সাধারণ মানুষ ভোগান্তিতে পড়ছেন। সরকারি কর্মকর্তারা জানান, পরিস্থিতি নিয়ন্ত্রণে রয়েছে এবং শিগগিরই স্বাভাবিক হবে। — [467, 1225, 617, 1304]
story-body-paragraph: রাজধানীতে বৃহস্পতিবার সকালে এক সংবাদ সম্মেলনে তিনি বলেন, সরকার জনগণের স্বার্থে কাজ করছে এবং আগামী দিনগুলোতেও এই ধারা অব্যাহত থাকবে। তিনি আরও জানান, সংশ্লিষ্ট মন্ত্রণালয় বিষয়টি খতিয়ে দেখছে এবং প্রয়োজনীয় পদক্ষেপ গ্রহণ করা হবে। স্থানীয় বাসিন্দারা জানান, দীর্ঘদিন ধরে এই সমস্যার কোনো সমাধান হয়নি। এ বিষয়ে জেলা প্রশাসক বলেন, দ্রুত ব্যবস্থা নেওয়া হবে। পুলিশের একটি সূত্র জানায়, ঘটনার তদন্ত চলছে এবং জড়িতদের আইনের আওতায় আনা হবে। বিশেষজ্ঞরা মনে করেন, সঠিক পরিকল্পনা ছাড়া এ ধরনের উদ্যোগ সফল হবে না। তারা বলেন, সংশ্লিষ্ট সবাইকে নিয়ে আলোচনা করে সিদ্ধান্ত নিতে হবে। এদিকে ব্যবসায়ীরা অভিযোগ করেন, বাজারে পণ্যের দাম বাড়ছে এবং সাধারণ মানুষ ভোগান্তিতে পড়ছেন। সরকারি কর্মকর্তারা জানান, পরিস্থিতি নিয়ন্ত্রণে রয়েছে এবং শিগগিরই স্বাভাবিক হবে। — [467, 266, 617, 345]
story-body-paragraph: রাজধানীতে বৃহস্পতিবার সকালে এক সংবাদ সম্মেলনে তিনি বলেন, সরকার জনগণের স্বার্থে কাজ করছে এবং আগামী দিনগুলোতেও এই ধারা অব্যাহত থাকবে। তিনি আরও জানান, সংশ্লিষ্ট মন্ত্রণালয় বিষয়টি খতিয়ে দেখছে এবং প্রয়োজনীয় পদক্ষেপ গ্রহণ করা হবে। স্থানীয় বাসিন্দারা জানান, দীর্ঘদিন ধরে এই সমস্যার কোনো সমাধান হয়নি। এ বিষয়ে জেলা প্রশাসক বলেন, দ্রুত ব্যবস্থা নেওয়া হবে। পুলিশের একটি সূত্র জানায়, ঘটনার তদন্ত চলছে এবং জড়িতদের আইনের আওতায় আনা হবে। বিশেষজ্ঞরা মনে করেন, সঠিক পরিকল্পনা ছাড়া এ ধরনের উদ্যোগ সফল হবে না। তারা বলেন, সংশ্লিষ্ট সবাইকে নিয়ে আলোচনা করে সিদ্ধান্ত নিতে হবে। এদিকে ব্যবসায়ীরা অভিযোগ করেন, বাজারে পণ্যের দাম বাড়ছে এবং সাধারণ মানুষ ভোগান্তিতে পড়ছেন। সরকারি কর্মকর্তারা জানান, পরিস্থিতি নিয়ন্ত্রণে রয়েছে এবং শিগগিরই স্বাভাবিক হবে। — [467, 1490, 617, 1569]
story-body-paragraph: রাজধানীতে বৃহস্পতিবার সকালে এক সংবাদ সম্মেলনে তিনি বলেন, সরকার জনগণের স্বার্থে কাজ করছে এবং আগামী দিনগুলোতেও এই ধারা অব্যাহত থাকবে। তিনি আরও জানান, সংশ্লিষ্ট মন্ত্রণালয় বিষয়টি খতিয়ে দেখছে এবং প্রয়োজনীয় পদক্ষেপ গ্রহণ করা হবে। স্থানীয় বাসিন্দারা জানান, দীর্ঘদিন ধরে এই সমস্যার কোনো সমাধান হয়নি। এ বিষয়ে জেলা প্রশাসক বলেন, দ্রুত ব্যবস্থা নেওয়া হবে। পুলিশের একটি সূত্র জানায়, ঘটনার তদন্ত চলছে এবং জড়িতদের আইনের আওতায় আনা হবে। বিশেষজ্ঞরা মনে করেন, সঠিক পরিকল্পনা ছাড়া এ ধরনের উদ্যোগ সফল হবে না। তারা বলেন, সংশ্লিষ্ট সবাইকে নিয়ে আলোচনা করে সিদ্ধান্ত নিতে হবে। এদিকে ব্যবসায়ীরা অভিযোগ করেন, বাজারে পণ্যের দাম বাড়ছে এবং সাধারণ মানুষ ভোগান্তিতে পড়ছেন। সরকারি কর্মকর্তারা জানান, পরিস্থিতি নিয়ন্ত্রণে রয়েছে এবং শিগগিরই স্বাভাবিক হবে। — [160, 1940, 309, 2019]
news-story — [467, 1571, 617, 1916]
story-body-paragraph: রাজধানীতে বৃহস্পতিবার সকালে এক সংবাদ সম্মেলনে তিনি বলেন, সরকার জনগণের স্বার্থে কাজ করছে এবং আগামী দিনগুলোতেও এই ধারা অব্যাহত থাকবে। তিনি আরও জানান, সংশ্লিষ্ট মন্ত্রণালয় বিষয়টি খতিয়ে দেখছে এবং প্রয়োজনীয় পদক্ষেপ গ্রহণ করা হবে। স্থানীয় বাসিন্দারা জানান, দীর্ঘদিন ধরে এই সমস্যার কোনো সমাধান হয়নি। এ বিষয়ে জেলা প্রশাসক বলেন, দ্রুত ব্যবস্থা নেওয়া হবে। পুলিশের একটি সূত্র জানায়, ঘটনার তদন্ত চলছে এবং জড়িতদের আইনের আওতায় আনা হবে। বিশেষজ্ঞরা মনে করেন, সঠিক পরিকল্পনা ছাড়া এ ধরনের উদ্যোগ সফল হবে না। তারা বলেন, সংশ্লিষ্ট সবাইকে নিয়ে আলোচনা করে সিদ্ধান্ত নিতে হবে। এদিকে ব্যবসায়ীরা অভিযোগ করেন, বাজারে পণ্যের দাম বাড়ছে এবং সাধারণ মানুষ ভোগান্তিতে পড়ছেন। সরকারি কর্মকর্তারা জানান, পরিস্থিতি নিয়ন্ত্রণে রয়েছে এবং শিগগিরই স্বাভাবিক হবে। — [313, 840, 461, 926]
story-body-paragraph: রাজধানীতে বৃহস্পতিবার সকালে এক সংবাদ সম্মেলনে তিনি বলেন, সরকার জনগণের স্বার্থে কাজ করছে এবং আগামী দিনগুলোতেও এই ধারা অব্যাহত থাকবে। তিনি আরও জানান, সংশ্লিষ্ট মন্ত্রণালয় বিষয়টি খতিয়ে দেখছে এবং প্রয়োজনীয় পদক্ষেপ গ্রহণ করা হবে। স্থানীয় বাসিন্দারা জানান, দীর্ঘদিন ধরে এই সমস্যার কোনো সমাধান হয়নি। এ বিষয়ে জেলা প্রশাসক বলেন, দ্রুত ব্যবস্থা নেওয়া হবে। পুলিশের একটি সূত্র জানায়, ঘটনার তদন্ত চলছে এবং জড়িতদের আইনের আওতায় আনা হবে। বিশেষজ্ঞরা মনে করেন, সঠিক পরিকল্পনা ছাড়া এ ধরনের উদ্যোগ সফল হবে না। তারা বলেন, সংশ্লিষ্ট সবাইকে নিয়ে আলোচনা করে সিদ্ধান্ত নিতে হবে। এদিকে ব্যবসায়ীরা অভিযোগ করেন, বাজারে পণ্যের দাম বাড়ছে এবং সাধারণ মানুষ ভোগান্তিতে পড়ছেন। সরকারি কর্মকর্তারা জানান, পরিস্থিতি নিয়ন্ত্রণে রয়েছে এবং শিগগিরই স্বাভাবিক হবে। — [467, 1305, 617, 1384]
column-3 — [313, 0, 461, 2183]
story-body-paragraph: রাজধানীতে বৃহস্পতিবার সকালে এক সংবাদ সম্মেলনে তিনি বলেন, সরকার জনগণের স্বার্থে কাজ করছে এবং আগামী দিনগুলোতেও এই ধারা অব্যাহত থাকবে। তিনি আরও জানান, সংশ্লিষ্ট মন্ত্রণালয় বিষয়টি খতিয়ে দেখছে এবং প্রয়োজনীয় পদক্ষেপ গ্রহণ করা হবে। স্থানীয় বাসিন্দারা জানান, দীর্ঘদিন ধরে এই সমস্যার কোনো সমাধান হয়নি। এ বিষয়ে জেলা প্রশাসক বলেন, দ্রুত ব্যবস্থা নেওয়া হবে। পুলিশের একটি সূত্র জানায়, ঘটনার তদন্ত চলছে এবং জড়িতদের আইনের আওতায় আনা হবে। বিশেষজ্ঞরা মনে করেন, সঠিক পরিকল্পনা ছাড়া এ ধরনের উদ্যোগ সফল হবে না। তারা বলেন, সংশ্লিষ্ট সবাইকে নিয়ে আলোচনা করে সিদ্ধান্ত নিতে হবে। এদিকে ব্যবসায়ীরা অভিযোগ করেন, বাজারে পণ্যের দাম বাড়ছে এবং সাধারণ মানুষ ভোগান্তিতে পড়ছেন। সরকারি কর্মকর্তারা জানান, পরিস্থিতি নিয়ন্ত্রণে রয়েছে এবং শিগগিরই স্বাভাবিক হবে। — [467, 1674, 617, 1753]
story-body-paragraph: রাজধানীতে বৃহস্পতিবার সকালে এক সংবাদ সম্মেলনে তিনি বলেন, সরকার জনগণের স্বার্থে কাজ করছে এবং আগামী দিনগুলোতেও এই ধারা অব্যাহত থাকবে। তিনি আরও জানান, সংশ্লিষ্ট মন্ত্রণালয় বিষয়টি খতিয়ে দেখছে এবং প্রয়োজনীয় পদক্ষেপ গ্রহণ করা হবে। স্থানীয় বাসিন্দারা জানান, দীর্ঘদিন ধরে এই সমস্যার কোনো সমাধান হয়নি। এ বিষয়ে জেলা প্রশাসক বলেন, দ্রুত ব্যবস্থা নেওয়া হবে। পুলিশের একটি সূত্র জানায়, ঘটনার তদন্ত চলছে এবং জড়িতদের আইনের আওতায় আনা হবে। বিশেষজ্ঞরা মনে করেন, সঠিক পরিকল্পনা ছাড়া এ ধরনের উদ্যোগ সফল হবে না। তারা বলেন, সংশ্লিষ্ট সবাইকে নিয়ে আলোচনা করে সিদ্ধান্ত নিতে হবে। এদিকে ব্যবসায়ীরা অভিযোগ করেন, বাজারে পণ্যের দাম বাড়ছে এবং সাধারণ মানুষ ভোগান্তিতে পড়ছেন। সরকারি কর্মকর্তারা জানান, পরিস্থিতি নিয়ন্ত্রণে রয়েছে এবং শিগগিরই স্বাভাবিক হবে। — [4, 266, 154, 345]
story-body-paragraph: রাজধানীতে বৃহস্পতিবার সকালে এক সংবাদ সম্মেলনে তিনি বলেন, সরকার জনগণের স্বার্থে কাজ করছে এবং আগামী দিনগুলোতেও এই ধারা অব্যাহত থাকবে। তিনি আরও জানান, সংশ্লিষ্ট মন্ত্রণালয় বিষয়টি খতিয়ে দেখছে এবং প্রয়োজনীয় পদক্ষেপ গ্রহণ করা হবে। স্থানীয় বাসিন্দারা জানান, দীর্ঘদিন ধরে এই সমস্যার কোনো সমাধান হয়নি। এ বিষয়ে জেলা প্রশাসক বলেন, দ্রুত ব্যবস্থা নেওয়া হবে। পুলিশের একটি সূত্র জানায়, ঘটনার তদন্ত চলছে এবং জড়িতদের আইনের আওতায় আনা হবে। বিশেষজ্ঞরা মনে করেন, সঠিক পরিকল্পনা ছাড়া এ ধরনের উদ্যোগ সফল হবে না। তারা বলেন, সংশ্লিষ্ট সবাইকে নিয়ে আলোচনা করে সিদ্ধান্ত নিতে হবে। এদিকে ব্যবসায়ীরা অভিযোগ করেন, বাজারে পণ্যের দাম বাড়ছে এবং সাধারণ মানুষ ভোগান্তিতে পড়ছেন। সরকারি কর্মকর্তারা জানান, পরিস্থিতি নিয়ন্ত্রণে রয়েছে এবং শিগগিরই স্বাভাবিক হবে। — [160, 2102, 309, 2181]
news-story — [467, 613, 617, 795]
story-body-paragraph: রাজধানীতে বৃহস্পতিবার সকালে এক সংবাদ সম্মেলনে তিনি বলেন, সরকার জনগণের স্বার্থে কাজ করছে এবং আগামী দিনগুলোতেও এই ধারা অব্যাহত থাকবে। তিনি আরও জানান, সংশ্লিষ্ট মন্ত্রণালয় বিষয়টি খতিয়ে দেখছে এবং প্রয়োজনীয় পদক্ষেপ গ্রহণ করা হবে। স্থানীয় বাসিন্দারা জানান, দীর্ঘদিন ধরে এই সমস্যার কোনো সমাধান হয়নি। এ বিষয়ে জেলা প্রশাসক বলেন, দ্রুত ব্যবস্থা নেওয়া হবে। পুলিশের একটি সূত্র জানায়, ঘটনার তদন্ত চলছে এবং জড়িতদের আইনের আওতায় আনা হবে। বিশেষজ্ঞরা মনে করেন, সঠিক পরিকল্পনা ছাড়া এ ধরনের উদ্যোগ সফল হবে না। তারা বলেন, সংশ্লিষ্ট সবাইকে নিয়ে আলোচনা করে সিদ্ধান্ত নিতে হবে। এদিকে ব্যবসায়ীরা অভিযোগ করেন, বাজারে পণ্যের দাম বাড়ছে এবং সাধারণ মানুষ ভোগান্তিতে পড়ছেন। সরকারি কর্মকর্তারা জানান, পরিস্থিতি নিয়ন্ত্রণে রয়েছে এবং শিগগিরই স্বাভাবিক হবে। — [160, 289, 309, 368]
story-body-paragraph: রাজধানীতে বৃহস্পতিবার সকালে এক সংবাদ সম্মেলনে তিনি বলেন, সরকার জনগণের স্বার্থে কাজ করছে এবং আগামী দিনগুলোতেও এই ধারা অব্যাহত থাকবে। তিনি আরও জানান, সংশ্লিষ্ট মন্ত্রণালয় বিষয়টি খতিয়ে দেখছে এবং প্রয়োজনীয় পদক্ষেপ গ্রহণ করা হবে। স্থানীয় বাসিন্দারা জানান, দীর্ঘদিন ধরে এই সমস্যার কোনো সমাধান হয়নি। এ বিষয়ে জেলা প্রশাসক বলেন, দ্রুত ব্যবস্থা নেওয়া হবে। পুলিশের একটি সূত্র জানায়, ঘটনার তদন্ত চলছে এবং জড়িতদের আইনের আওতায় আনা হবে। বিশেষজ্ঞরা মনে করেন, সঠিক পরিকল্পনা ছাড়া এ ধরনের উদ্যোগ সফল হবে না। তারা বলেন, সংশ্লিষ্ট সবাইকে নিয়ে আলোচনা করে সিদ্ধান্ত নিতে হবে। এদিকে ব্যবসায়ীরা অভিযোগ করেন, বাজারে পণ্যের দাম বাড়ছে এবং সাধারণ মানুষ ভোগান্তিতে পড়ছেন। সরকারি কর্মকর্তারা জানান, পরিস্থিতি নিয়ন্ত্রণে রয়েছে এবং শিগগিরই স্বাভাবিক হবে। — [4, 2253, 154, 2332]
story-headline: আর রাস্তায় নয়, রাজনীতি — [176, 1143, 293, 1157]
story-headline: কুমিল্লায় ১০০ শয্যা বিশিষ্ট — [330, 552, 444, 566]
story-body-paragraph: রাজধানীতে বৃহস্পতিবার সকালে এক সংবাদ সম্মেলনে তিনি বলেন, সরকার জনগণের স্বার্থে কাজ করছে এবং আগামী দিনগুলোতেও এই ধারা অব্যাহত থাকবে। তিনি আরও জানান, সংশ্লিষ্ট মন্ত্রণালয় বিষয়টি খতিয়ে দেখছে এবং প্রয়োজনীয় পদক্ষেপ গ্রহণ করা হবে। স্থানীয় বাসিন্দারা জানান, দীর্ঘদিন ধরে এই সমস্যার কোনো সমাধান হয়নি। এ বিষয়ে জেলা প্রশাসক বলেন, দ্রুত ব্যবস্থা নেওয়া হবে। পুলিশের একটি সূত্র জানায়, ঘটনার তদন্ত চলছে এবং জড়িতদের আইনের আওতায় আনা হবে। বিশেষজ্ঞরা মনে করেন, সঠিক পরিকল্পনা ছাড়া এ ধরনের উদ্যোগ সফল হবে না। তারা বলেন, সংশ্লিষ্ট সবাইকে নিয়ে আলোচনা করে সিদ্ধান্ত নিতে হবে। এদিকে ব্যবসায়ীরা অভিযোগ করেন, বাজারে পণ্যের দাম বাড়ছে এবং সাধারণ মানুষ ভোগান্তিতে পড়ছেন। সরকারি কর্মকর্তারা জানান, পরিস্থিতি নিয়ন্ত্রণে রয়েছে এবং শিগগিরই স্বাভাবিক হবে। — [160, 1166, 309, 1245]
story-headline: ঠিকানার পালিয়ে যাওয়ায় — [331, 0, 444, 13]
headline-rule — [160, 383, 309, 384]
story-body-paragraph: রাজধানীতে বৃহস্পতিবার সকালে এক সংবাদ সম্মেলনে তিনি বলেন, সরকার জনগণের স্বার্থে কাজ করছে এবং আগামী দিনগুলোতেও এই ধারা অব্যাহত থাকবে। তিনি আরও জানান, সংশ্লিষ্ট মন্ত্রণালয় বিষয়টি খতিয়ে দেখছে এবং প্রয়োজনীয় পদক্ষেপ গ্রহণ করা হবে। স্থানীয় বাসিন্দারা জানান, দীর্ঘদিন ধরে এই সমস্যার কোনো সমাধান হয়নি। এ বিষয়ে জেলা প্রশাসক বলেন, দ্রুত ব্যবস্থা নেওয়া হবে। পুলিশের একটি সূত্র জানায়, ঘটনার তদন্ত চলছে এবং জড়িতদের আইনের আওতায় আনা হবে। বিশেষজ্ঞরা মনে করেন, সঠিক পরিকল্পনা ছাড়া এ ধরনের উদ্যোগ সফল হবে না। তারা বলেন, সংশ্লিষ্ট সবাইকে নিয়ে আলোচনা করে সিদ্ধান্ত নিতে হবে। এদিকে ব্যবসায়ীরা অভিযোগ করেন, বাজারে পণ্যের দাম বাড়ছে এবং সাধারণ মানুষ ভোগান্তিতে পড়ছেন। সরকারি কর্মকর্তারা জানান, পরিস্থিতি নিয়ন্ত্রণে রয়েছে এবং শিগগিরই স্বাভাবিক হবে। — [467, 1756, 617, 1835]
news-story — [313, 552, 461, 1808]
story-headline: সাবেক ভূমিমন্ত্রী-অর্থ — [497, 0, 587, 13]
story-headline: নতুন পথ দেখাবেই জুলাই — [485, 1570, 599, 1584]
news-story — [160, 185, 309, 368]
story-body-paragraph: রাজধানীতে বৃহস্পতিবার সকালে এক সংবাদ সম্মেলনে তিনি বলেন, সরকার জনগণের স্বার্থে কাজ করছে এবং আগামী দিনগুলোতেও এই ধারা অব্যাহত থাকবে। তিনি আরও জানান, সংশ্লিষ্ট মন্ত্রণালয় বিষয়টি খতিয়ে দেখছে এবং প্রয়োজনীয় পদক্ষেপ গ্রহণ করা হবে। স্থানীয় বাসিন্দারা জানান, দীর্ঘদিন ধরে এই সমস্যার কোনো সমাধান হয়নি। এ বিষয়ে জেলা প্রশাসক বলেন, দ্রুত ব্যবস্থা নেওয়া হবে। পুলিশের একটি সূত্র জানায়, ঘটনার তদন্ত চলছে এবং জড়িতদের আইনের আওতায় আনা হবে। বিশেষজ্ঞরা মনে করেন, সঠিক পরিকল্পনা ছাড়া এ ধরনের উদ্যোগ সফল হবে না। তারা বলেন, সংশ্লিষ্ট সবাইকে নিয়ে আলোচনা করে সিদ্ধান্ত নিতে হবে। এদিকে ব্যবসায়ীরা অভিযোগ করেন, বাজারে পণ্যের দাম বাড়ছে এবং সাধারণ মানুষ ভোগান্তিতে পড়ছেন। সরকারি কর্মকর্তারা জানান, পরিস্থিতি নিয়ন্ত্রণে রয়েছে এবং শিগগিরই স্বাভাবিক হবে। — [313, 752, 461, 838]
